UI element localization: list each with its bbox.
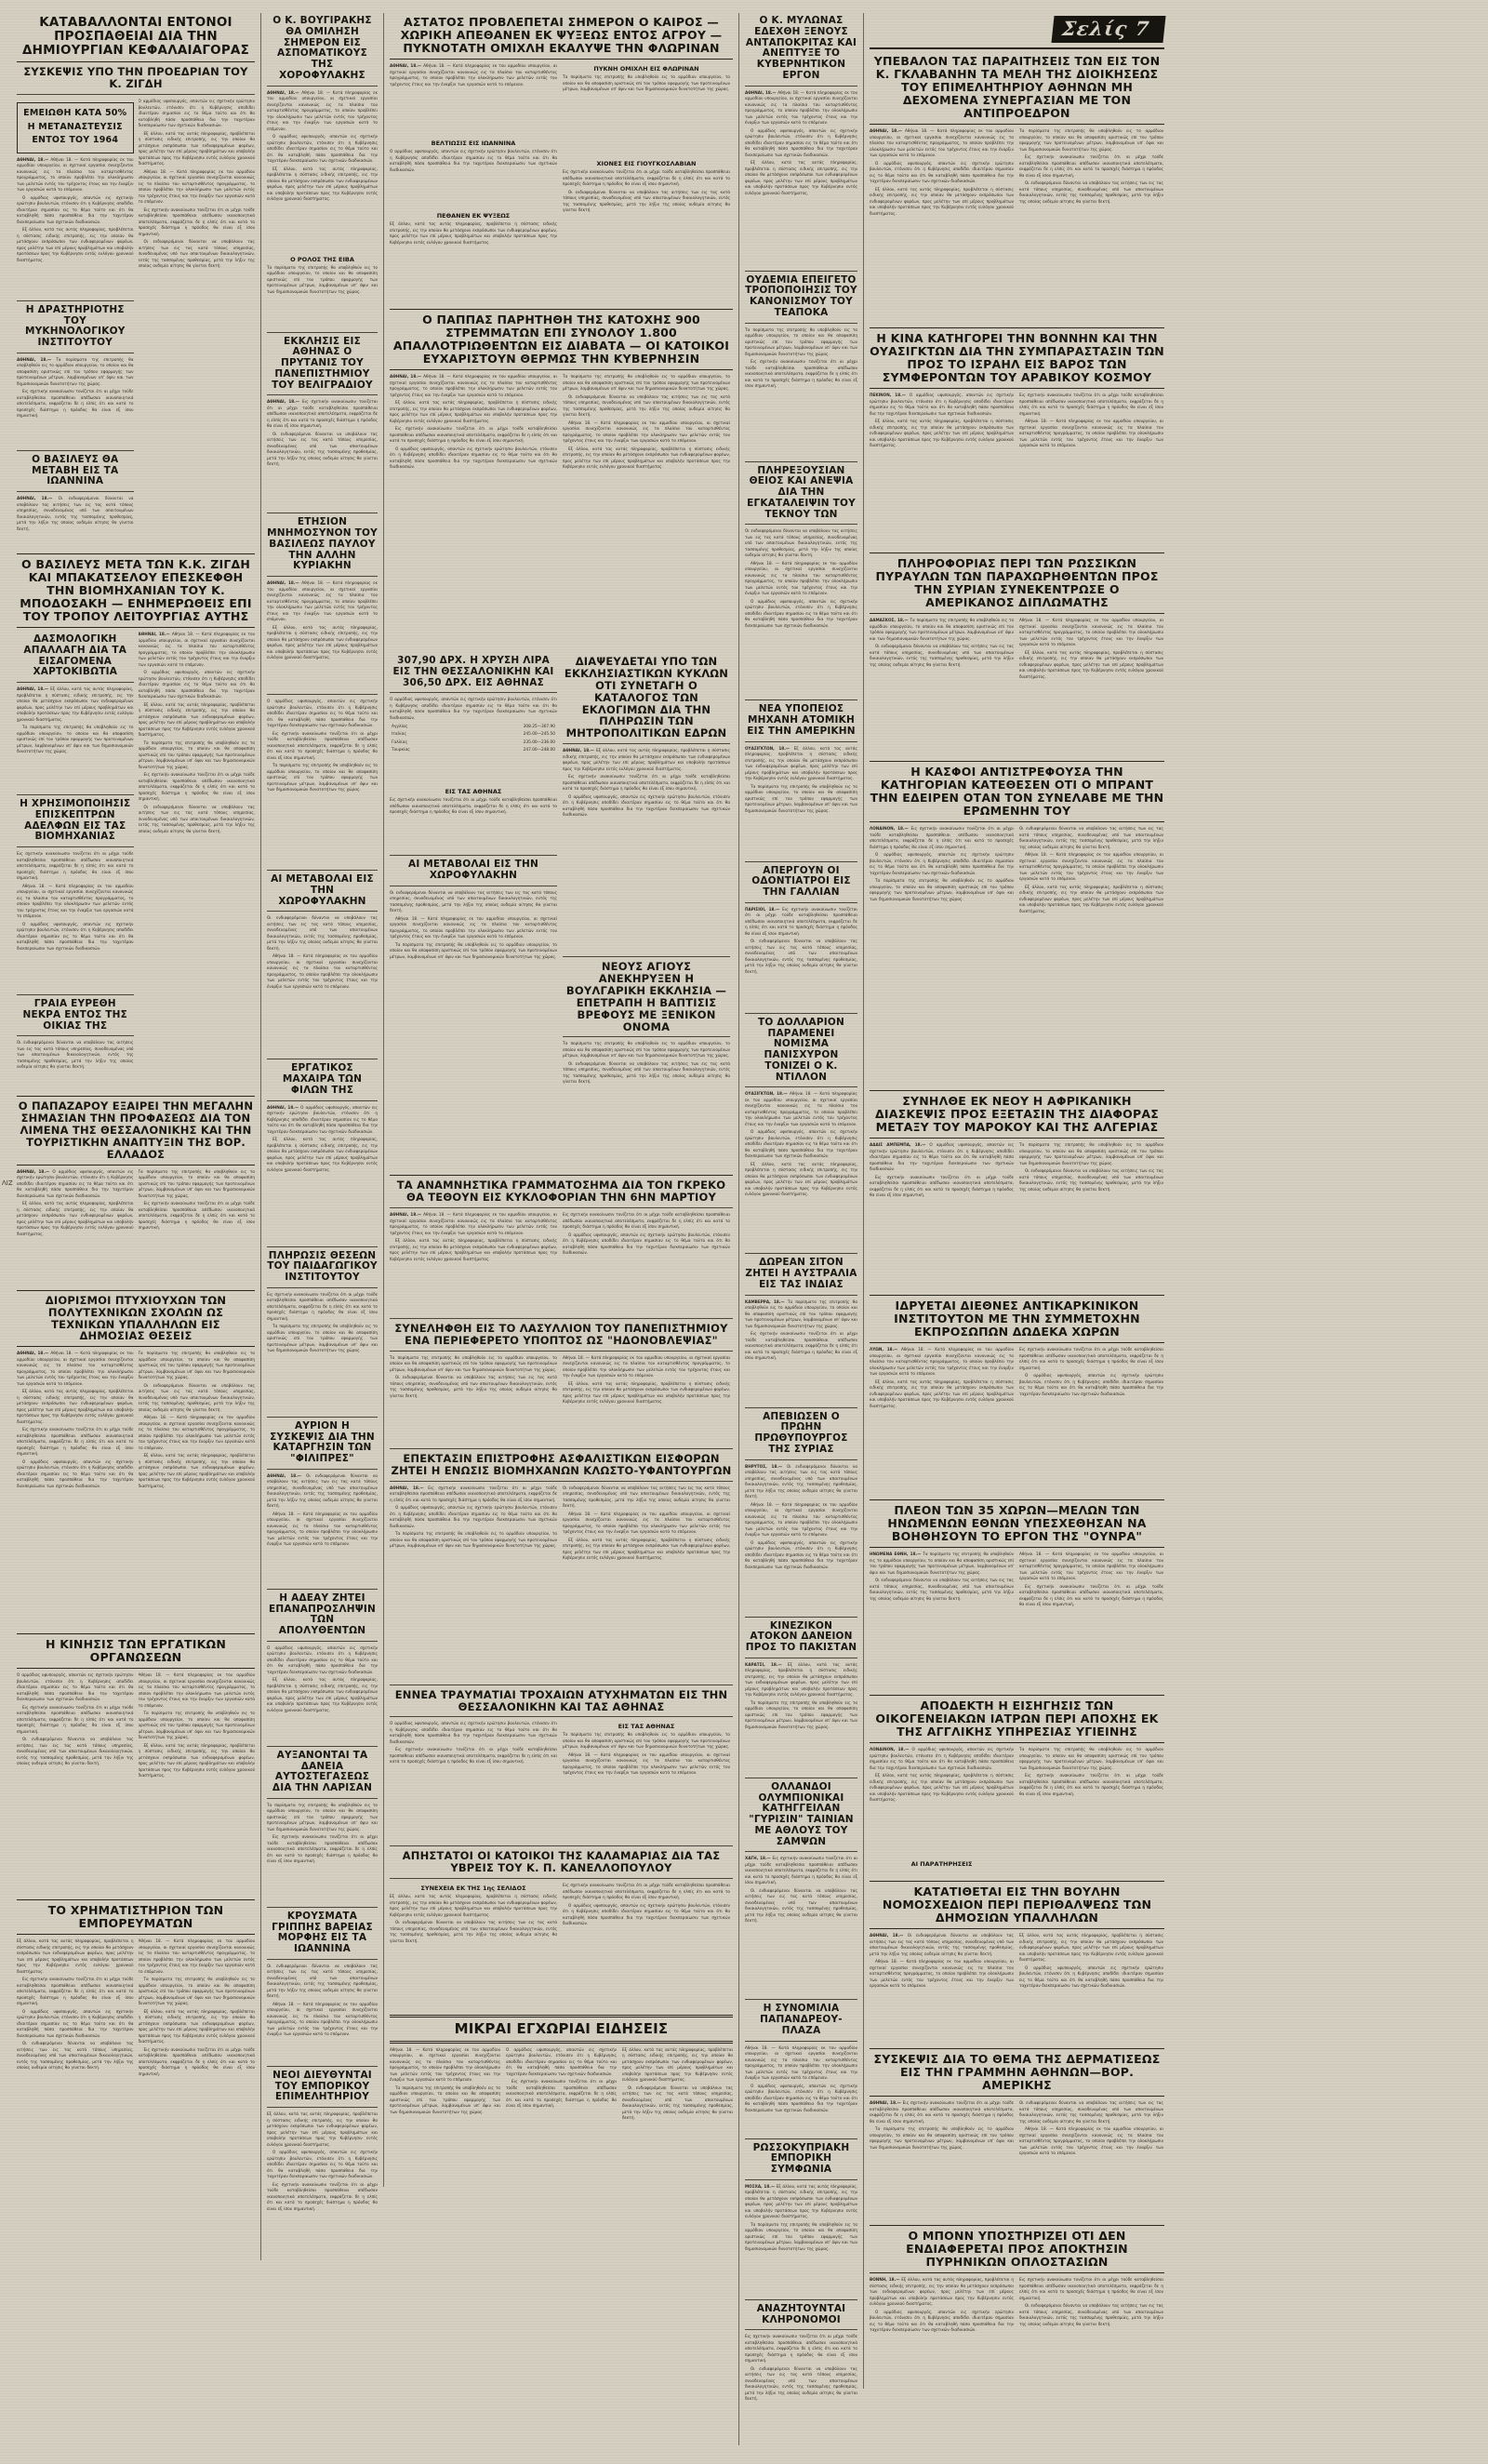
article-body: Αθήναι 18. — Κατά πληροφορίας εκ του αρμοδίου υπουργείου, αι σχετικαί εργασίαι συνεχίζονται κανονικώς εις τα πλαίσια του καταρτισθέντος προγράμματος, το οποίον προβλέπει την ολοκλήρωσιν των μελετών εντός του τρέχοντος έτους και την έναρξιν των εργασιών κατά το επόμενον. Εξ άλλου, κατά τας αυτάς πληροφορίας, προβλέπεται η σύστασις ειδικής επιτροπής, εις την οποίαν θα μετάσχουν εκπρόσωποι των ενδιαφερομένων φορέων, προς μελέτην των επί μέρους προβλημάτων και υποβολήν προτάσεων προς την Κυβέρνησιν εντός ευλόγου χρονικού διαστήματος. — [563, 1354, 730, 1405]
box-line-1: ΕΜΕΙΩΘΗ ΚΑΤΑ 50% — [23, 108, 127, 119]
article-body: Τα πορίσματα της επιτροπής θα υποβληθούν εις το αρμόδιον υπουργείον, το οποίον και θα αποφασίση οριστικώς επί του τρόπου εφαρμογής των προτεινομένων μέτρων, λαμβανομένων υπ' όψιν και των δημοσιονομικών δυνατοτήτων της χώρας. Οι ενδιαφερόμενοι δύνανται να υποβάλουν τας αιτήσεις των εις τας κατά τόπους υπηρεσίας, συνοδευομένας υπό των απαιτουμένων δικαιολογητικών, εντός της τασσομένης προθεσμίας, μετά την λήξιν της οποίας ουδεμία αίτησις θα γίνεται δεκτή. — [390, 1354, 557, 1398]
headline-kina-katigorei: Η ΚΙΝΑ ΚΑΤΗΓΟΡΕΙ ΤΗΝ ΒΟΝΝΗΝ ΚΑΙ ΤΗΝ ΟΥΑΣΙΓΚΤΩΝ ΔΙΑ ΤΗΝ ΣΥΜΠΑΡΑΣΤΑΣΙΝ ΤΩΝ ΠΡΟΣ ΤΟ ΙΣΡΑΗΛ ΕΙΣ ΒΑΡΟΣ ΤΩΝ ΣΥΜΦΕΡΟΝΤΩΝ ΤΟΥ ΑΡΑΒΙΚΟΥ ΚΟΣΜΟΥ — [870, 331, 1164, 384]
headline-mnimosynon-pavlou: ΕΤΗΣΙΟΝ ΜΝΗΜΟΣΥΝΟΝ ΤΟΥ ΒΑΣΙΛΕΩΣ ΠΑΥΛΟΥ ΤΗΝ ΑΛΛΗΝ ΚΥΡΙΑΚΗΝ — [267, 516, 378, 572]
article-body: ΠΑΡΙΣΙΟΙ, 18.— Εις σχετικήν ανακοίνωσιν τονίζεται ότι αι μέχρι τούδε καταβληθείσαι προσπάθειαι απέδωσαν ικανοποιητικά αποτελέσματα, εκφράζεται δε η ελπίς ότι και κατά το προσεχές διάστημα η πρόοδος θα είναι εξ ίσου σημαντική. Οι ενδιαφερόμενοι δύνανται να υποβάλουν τας αιτήσεις των εις τας κατά τόπους υπηρεσίας, συνοδευομένας υπό των απαιτουμένων δικαιολογητικών, εντός της τασσομένης προθεσμίας, μετά την λήξιν της οποίας ουδεμία αίτησις θα γίνεται δεκτή. — [745, 906, 857, 974]
article-body: Αθήναι 18. — Κατά πληροφορίας εκ του αρμοδίου υπουργείου, αι σχετικαί εργασίαι συνεχίζονται κανονικώς εις τα πλαίσια του καταρτισθέντος προγράμματος, το οποίον προβλέπει την ολοκλήρωσιν των μελετών εντός του τρέχοντος έτους και την έναρξιν των εργασιών κατά το επόμενον. Εις σχετικήν ανακοίνωσιν τονίζεται ότι αι μέχρι τούδε καταβληθείσαι προσπάθειαι απέδωσαν ικανοποιητικά αποτελέσματα, εκφράζεται δε η ελπίς ότι και κατά το προσεχές διάστημα η πρόοδος θα είναι εξ ίσου σημαντική. — [1019, 1552, 1163, 1606]
article-body: Τα πορίσματα της επιτροπής θα υποβληθούν εις το αρμόδιον υπουργείον, το οποίον και θα αποφασίση οριστικώς επί του τρόπου εφαρμογής των προτεινομένων μέτρων, λαμβανομένων υπ' όψιν και των δημοσιονομικών δυνατοτήτων της χώρας. Εις σχετικήν ανακοίνωσιν τονίζεται ότι αι μέχρι τούδε καταβληθείσαι προσπάθειαι απέδωσαν ικανοποιητικά αποτελέσματα, εκφράζεται δε η ελπίς ότι και κατά το προσεχές διάστημα η πρόοδος θα είναι εξ ίσου σημαντική. Οι ενδιαφερόμενοι δύνανται να υποβάλουν τας αιτήσεις των εις τας κατά τόπους υπηρεσίας, συνοδευομένας υπό των απαιτουμένων δικαιολογητικών, εντός της τασσομένης προθεσμίας, μετά την λήξιν της οποίας ουδεμία αίτησις θα γίνεται δεκτή. — [1019, 128, 1163, 204]
subhead-synecheia: ΣΥΝΕΧΕΙΑ ΕΚ ΤΗΣ 1ης ΣΕΛΙΔΟΣ — [420, 1885, 526, 1893]
article-body: Αθήναι 18. — Κατά πληροφορίας εκ του αρμοδίου υπουργείου, αι σχετικαί εργασίαι συνεχίζονται κανονικώς εις τα πλαίσια του καταρτισθέντος προγράμματος, το οποίον προβλέπει την ολοκλήρωσιν των μελετών εντός του τρέχοντος έτους και την έναρξιν των εργασιών κατά το επόμενον. Ο αρμόδιος υφυπουργός, απαντών εις σχετικήν ερώτησιν βουλευτών, ετόνισεν ότι η Κυβέρνησις αποδίδει ιδιαιτέραν σημασίαν εις το θέμα τούτο και ότι θα καταβληθή πάσα προσπάθεια δια την ταχυτέραν διεκπεραίωσιν των σχετικών διαδικασιών. — [745, 2044, 857, 2112]
headline-prytanis-veligradi: ΕΚΚΛΗΣΙΣ ΕΙΣ ΑΘΗΝΑΣ Ο ΠΡΥΤΑΝΙΣ ΤΟΥ ΠΑΝΕΠΙΣΤΗΜΙΟΥ ΤΟΥ ΒΕΛΙΓΡΑΔΙΟΥ — [272, 335, 373, 391]
article-body: ΑΘΗΝΑΙ, 18.— Εις σχετικήν ανακοίνωσιν τονίζεται ότι αι μέχρι τούδε καταβληθείσαι προσπάθειαι απέδωσαν ικανοποιητικά αποτελέσματα, εκφράζεται δε η ελπίς ότι και κατά το προσεχές διάστημα η πρόοδος θα είναι εξ ίσου σημαντική. Οι ενδιαφερόμενοι δύνανται να υποβάλουν τας αιτήσεις των εις τας κατά τόπους υπηρεσίας, συνοδευομένας υπό των απαιτουμένων δικαιολογητικών, εντός της τασσομένης προθεσμίας, μετά την λήξιν της οποίας ουδεμία αίτησις θα γίνεται δεκτή. — [267, 399, 378, 467]
article-body: Οι ενδιαφερόμενοι δύνανται να υποβάλουν τας αιτήσεις των εις τας κατά τόπους υπηρεσίας, συνοδευομένας υπό των απαιτουμένων δικαιολογητικών, εντός της τασσομένης προθεσμίας, μετά την λήξιν της οποίας ουδεμία αίτησις θα γίνεται δεκτή. Αθήναι 18. — Κατά πληροφορίας εκ του αρμοδίου υπουργείου, αι σχετικαί εργασίαι συνεχίζονται κανονικώς εις τα πλαίσια του καταρτισθέντος προγράμματος, το οποίον προβλέπει την ολοκλήρωσιν των μελετών εντός του τρέχοντος έτους και την έναρξιν των εργασιών κατά το επόμενον. Τα πορίσματα της επιτροπής θα υποβληθούν εις το αρμόδιον υπουργείον, το οποίον και θα αποφασίση οριστικώς επί του τρόπου εφαρμογής των προτεινομένων μέτρων, λαμβανομένων υπ' όψιν και των δημοσιονομικών δυνατοτήτων της χώρας. — [390, 889, 557, 959]
headline-metavolai-chorofylaki: ΑΙ ΜΕΤΑΒΟΛΑΙ ΕΙΣ ΤΗΝ ΧΩΡΟΦΥΛΑΚΗΝ — [271, 873, 374, 907]
article-body: Ο αρμόδιος υφυπουργός, απαντών εις σχετικήν ερώτησιν βουλευτών, ετόνισεν ότι η Κυβέρνησις αποδίδει ιδιαιτέραν σημασίαν εις το θέμα τούτο και ότι θα καταβληθή πάσα προσπάθεια δια την ταχυτέραν διεκπεραίωσιν των σχετικών διαδικασιών. Εξ άλλου, κατά τας αυτάς πληροφορίας, προβλέπεται η σύστασις ειδικής επιτροπής, εις την οποίαν θα μετάσχουν εκπρόσωποι των ενδιαφερομένων φορέων, προς μελέτην των επί μέρους προβλημάτων και υποβολήν προτάσεων προς την Κυβέρνησιν εντός ευλόγου χρονικού διαστήματος. — [267, 1645, 378, 1712]
market-body: Εξ άλλου, κατά τας αυτάς πληροφορίας, προβλέπεται η σύστασις ειδικής επιτροπής, εις την οποίαν θα μετάσχουν εκπρόσωποι των ενδιαφερομένων φορέων, προς μελέτην των επί μέρους προβλημάτων και υποβολήν προτάσεων προς την Κυβέρνησιν εντός ευλόγου χρονικού διαστήματος. Εις σχετικήν ανακοίνωσιν τονίζεται ότι αι μέχρι τούδε καταβληθείσαι προσπάθειαι απέδωσαν ικανοποιητικά αποτελέσματα, εκφράζεται δε η ελπίς ότι και κατά το προσεχές διάστημα η πρόοδος θα είναι εξ ίσου σημαντική. Ο αρμόδιος υφυπουργός, απαντών εις σχετικήν ερώτησιν βουλευτών, ετόνισεν ότι η Κυβέρνησις αποδίδει ιδιαιτέραν σημασίαν εις το θέμα τούτο και ότι θα καταβληθή πάσα προσπάθεια δια την ταχυτέραν διεκπεραίωσιν των σχετικών διαδικασιών. Οι ενδιαφερόμενοι δύνανται να υποβάλουν τας αιτήσεις των εις τας κατά τόπους υπηρεσίας, συνοδευομένας υπό των απαιτουμένων δικαιολογητικών, εντός της τασσομένης προθεσμίας, μετά την λήξιν της οποίας ουδεμία αίτησις θα γίνεται δεκτή. — [17, 1938, 134, 2071]
article-body: Τα πορίσματα της επιτροπής θα υποβληθούν εις το αρμόδιον υπουργείον, το οποίον και θα αποφασίση οριστικώς επί του τρόπου εφαρμογής των προτεινομένων μέτρων, λαμβανομένων υπ' όψιν και των δημοσιονομικών δυνατοτήτων της χώρας. Εις σχετικήν ανακοίνωσιν τονίζεται ότι αι μέχρι τούδε καταβληθείσαι προσπάθειαι απέδωσαν ικανοποιητικά αποτελέσματα, εκφράζεται δε η ελπίς ότι και κατά το προσεχές διάστημα η πρόοδος θα είναι εξ ίσου σημαντική. — [138, 1168, 255, 1231]
article-body: Τα πορίσματα της επιτροπής θα υποβληθούν εις το αρμόδιον υπουργείον, το οποίον και θα αποφασίση οριστικώς επί του τρόπου εφαρμογής των προτεινομένων μέτρων, λαμβανομένων υπ' όψιν και των δημοσιονομικών δυνατοτήτων της χώρας. Οι ενδιαφερόμενοι δύνανται να υποβάλουν τας αιτήσεις των εις τας κατά τόπους υπηρεσίας, συνοδευομένας υπό των απαιτουμένων δικαιολογητικών, εντός της τασσομένης προθεσμίας, μετά την λήξιν της οποίας ουδεμία αίτησις θα γίνεται δεκτή. — [1019, 1142, 1163, 1192]
article-body: Οι ενδιαφερόμενοι δύνανται να υποβάλουν τας αιτήσεις των εις τας κατά τόπους υπηρεσίας, συνοδευομένας υπό των απαιτουμένων δικαιολογητικών, εντός της τασσομένης προθεσμίας, μετά την λήξιν της οποίας ουδεμία αίτησις θα γίνεται δεκτή. Αθήναι 18. — Κατά πληροφορίας εκ του αρμοδίου υπουργείου, αι σχετικαί εργασίαι συνεχίζονται κανονικώς εις τα πλαίσια του καταρτισθέντος προγράμματος, το οποίον προβλέπει την ολοκλήρωσιν των μελετών εντός του τρέχοντος έτους και την έναρξιν των εργασιών κατά το επόμενον. — [1019, 2100, 1163, 2155]
headline-vasileus-bodosakis: Ο ΒΑΣΙΛΕΥΣ ΜΕΤΑ ΤΩΝ Κ.Κ. ΖΙΓΔΗ ΚΑΙ ΜΠΑΚΑΤΣΕΛΟΥ ΕΠΕΣΚΕΦΘΗ ΤΗΝ ΒΙΟΜΗΧΑΝΙΑΝ ΤΟΥ Κ. ΜΠΟΔΟΣΑΚΗ — ΕΝΗΜΕΡΩΘΕΙΣ ΕΠΙ ΤΟΥ ΤΡΟΠΟΥ ΛΕΙΤΟΥΡΓΙΑΣ ΑΥΤΗΣ — [20, 557, 252, 624]
article-body: Ο αρμόδιος υφυπουργός, απαντών εις σχετικήν ερώτησιν βουλευτών, ετόνισεν ότι η Κυβέρνησις αποδίδει ιδιαιτέραν σημασίαν εις το θέμα τούτο και ότι θα καταβληθή πάσα προσπάθεια δια την ταχυτέραν διεκπεραίωσιν των σχετικών διαδικασιών. — [390, 149, 557, 172]
brief-body: Ο αρμόδιος υφυπουργός, απαντών εις σχετικήν ερώτησιν βουλευτών, ετόνισεν ότι η Κυβέρνησις αποδίδει ιδιαιτέραν σημασίαν εις το θέμα τούτο και ότι θα καταβληθή πάσα προσπάθεια δια την ταχυτέραν διεκπεραίωσιν των σχετικών διαδικασιών. Εις σχετικήν ανακοίνωσιν τονίζεται ότι αι μέχρι τούδε καταβληθείσαι προσπάθειαι απέδωσαν ικανοποιητικά αποτελέσματα, εκφράζεται δε η ελπίς ότι και κατά το προσεχές διάστημα η πρόοδος θα είναι εξ ίσου σημαντική. — [506, 2046, 617, 2109]
article-body: Οι ενδιαφερόμενοι δύνανται να υποβάλουν τας αιτήσεις των εις τας κατά τόπους υπηρεσίας, συνοδευομένας υπό των απαιτουμένων δικαιολογητικών, εντός της τασσομένης προθεσμίας, μετά την λήξιν της οποίας ουδεμία αίτησις θα γίνεται δεκτή. Αθήναι 18. — Κατά πληροφορίας εκ του αρμοδίου υπουργείου, αι σχετικαί εργασίαι συνεχίζονται κανονικώς εις τα πλαίσια του καταρτισθέντος προγράμματος, το οποίον προβλέπει την ολοκλήρωσιν των μελετών εντός του τρέχοντος έτους και την έναρξιν των εργασιών κατά το επόμενον. Ο αρμόδιος υφυπουργός, απαντών εις σχετικήν ερώτησιν βουλευτών, ετόνισεν ότι η Κυβέρνησις αποδίδει ιδιαιτέραν σημασίαν εις το θέμα τούτο και ότι θα καταβληθή πάσα προσπάθεια δια την ταχυτέραν διεκπεραίωσιν των σχετικών διαδικασιών. — [745, 528, 857, 628]
article-body: Οι ενδιαφερόμενοι δύνανται να υποβάλουν τας αιτήσεις των εις τας κατά τόπους υπηρεσίας, συνοδευομένας υπό των απαιτουμένων δικαιολογητικών, εντός της τασσομένης προθεσμίας, μετά την λήξιν της οποίας ουδεμία αίτησις θα γίνεται δεκτή. Αθήναι 18. — Κατά πληροφορίας εκ του αρμοδίου υπουργείου, αι σχετικαί εργασίαι συνεχίζονται κανονικώς εις τα πλαίσια του καταρτισθέντος προγράμματος, το οποίον προβλέπει την ολοκλήρωσιν των μελετών εντός του τρέχοντος έτους και την έναρξιν των εργασιών κατά το επόμενον. Εξ άλλου, κατά τας αυτάς πληροφορίας, προβλέπεται η σύστασις ειδικής επιτροπής, εις την οποίαν θα μετάσχουν εκπρόσωποι των ενδιαφερομένων φορέων, προς μελέτην των επί μέρους προβλημάτων και υποβολήν προτάσεων προς την Κυβέρνησιν εντός ευλόγου χρονικού διαστήματος. — [563, 1485, 730, 1561]
article-body: ΑΘΗΝΑΙ, 18.— Ο αρμόδιος υφυπουργός, απαντών εις σχετικήν ερώτησιν βουλευτών, ετόνισεν ότι η Κυβέρνησις αποδίδει ιδιαιτέραν σημασίαν εις το θέμα τούτο και ότι θα καταβληθή πάσα προσπάθεια δια την ταχυτέραν διεκπεραίωσιν των σχετικών διαδικασιών. Εξ άλλου, κατά τας αυτάς πληροφορίας, προβλέπεται η σύστασις ειδικής επιτροπής, εις την οποίαν θα μετάσχουν εκπρόσωποι των ενδιαφερομένων φορέων, προς μελέτην των επί μέρους προβλημάτων και υποβολήν προτάσεων προς την Κυβέρνησιν εντός ευλόγου χρονικού διαστήματος. — [17, 1168, 134, 1236]
article-body: ΜΟΣΧΑ, 18.— Εξ άλλου, κατά τας αυτάς πληροφορίας, προβλέπεται η σύστασις ειδικής επιτροπής, εις την οποίαν θα μετάσχουν εκπρόσωποι των ενδιαφερομένων φορέων, προς μελέτην των επί μέρους προβλημάτων και υποβολήν προτάσεων προς την Κυβέρνησιν εντός ευλόγου χρονικού διαστήματος. Τα πορίσματα της επιτροπής θα υποβληθούν εις το αρμόδιον υπουργείον, το οποίον και θα αποφασίση οριστικώς επί του τρόπου εφαρμογής των προτεινομένων μέτρων, λαμβανομένων υπ' όψιν και των δημοσιονομικών δυνατοτήτων της χώρας. — [745, 2183, 857, 2251]
headline-grammi-athinon-amerikis: ΣΥΣΚΕΨΙΣ ΔΙΑ ΤΟ ΘΕΜΑ ΤΗΣ ΔΕΡΜΑΤΙΣΕΩΣ ΕΙΣ ΤΗΝ ΓΡΑΜΜΗΝ ΑΘΗΝΩΝ—ΒΟΡ. ΑΜΕΡΙΚΗΣ — [873, 2052, 1161, 2092]
headline-daneia-larisa: ΑΥΞΑΝΟΝΤΑΙ ΤΑ ΔΑΝΕΙΑ ΑΥΤΟΣΤΕΓΑΣΕΩΣ ΔΙΑ ΤΗΝ ΛΑΡΙΣΑΝ — [272, 1749, 373, 1793]
article-body: Εξ άλλου, κατά τας αυτάς πληροφορίας, προβλέπεται η σύστασις ειδικής επιτροπής, εις την οποίαν θα μετάσχουν εκπρόσωποι των ενδιαφερομένων φορέων, προς μελέτην των επί μέρους προβλημάτων και υποβολήν προτάσεων προς την Κυβέρνησιν εντός ευλόγου χρονικού διαστήματος. Οι ενδιαφερόμενοι δύνανται να υποβάλουν τας αιτήσεις των εις τας κατά τόπους υπηρεσίας, συνοδευομένας υπό των απαιτουμένων δικαιολογητικών, εντός της τασσομένης προθεσμίας, μετά την λήξιν της οποίας ουδεμία αίτησις θα γίνεται δεκτή. — [390, 1894, 557, 1943]
column-1 — [11, 13, 260, 2218]
headline-chrysi-lira: 307,90 ΔΡΧ. Η ΧΡΥΣΗ ΛΙΡΑ ΕΙΣ ΤΗΝ ΘΕΣΣΑΛΟΝΙΚΗΝ ΚΑΙ 306,50 ΔΡΧ. ΕΙΣ ΑΘΗΝΑΣ — [392, 655, 554, 688]
article-body: Εξ άλλου, κατά τας αυτάς πληροφορίας, προβλέπεται η σύστασις ειδικής επιτροπής, εις την οποίαν θα μετάσχουν εκπρόσωποι των ενδιαφερομένων φορέων, προς μελέτην των επί μέρους προβλημάτων και υποβολήν προτάσεων προς την Κυβέρνησιν εντός ευλόγου χρονικού διαστήματος. Ο αρμόδιος υφυπουργός, απαντών εις σχετικήν ερώτησιν βουλευτών, ετόνισεν ότι η Κυβέρνησις αποδίδει ιδιαιτέραν σημασίαν εις το θέμα τούτο και ότι θα καταβληθή πάσα προσπάθεια δια την ταχυτέραν διεκπεραίωσιν των σχετικών διαδικασιών. — [1019, 1933, 1163, 1988]
article-body: Ο αρμόδιος υφυπουργός, απαντών εις σχετικήν ερώτησιν βουλευτών, ετόνισεν ότι η Κυβέρνησις αποδίδει ιδιαιτέραν σημασίαν εις το θέμα τούτο και ότι θα καταβληθή πάσα προσπάθεια δια την ταχυτέραν διεκπεραίωσιν των σχετικών διαδικασιών. Εις σχετικήν ανακοίνωσιν τονίζεται ότι αι μέχρι τούδε καταβληθείσαι προσπάθειαι απέδωσαν ικανοποιητικά αποτελέσματα, εκφράζεται δε η ελπίς ότι και κατά το προσεχές διάστημα η πρόοδος θα είναι εξ ίσου σημαντική. Τα πορίσματα της επιτροπής θα υποβληθούν εις το αρμόδιον υπουργείον, το οποίον και θα αποφασίση οριστικώς επί του τρόπου εφαρμογής των προτεινομένων μέτρων, λαμβανομένων υπ' όψιν και των δημοσιονομικών δυνατοτήτων της χώρας. — [267, 699, 378, 792]
article-body: ΑΘΗΝΑΙ, 18.— Αθήναι 18. — Κατά πληροφορίας εκ του αρμοδίου υπουργείου, αι σχετικαί εργασίαι συνεχίζονται κανονικώς εις τα πλαίσια του καταρτισθέντος προγράμματος, το οποίον προβλέπει την ολοκλήρωσιν των μελετών εντός του τρέχοντος έτους και την έναρξιν των εργασιών κατά το επόμενον. Ο αρμόδιος υφυπουργός, απαντών εις σχετικήν ερώτησιν βουλευτών, ετόνισεν ότι η Κυβέρνησις αποδίδει ιδιαιτέραν σημασίαν εις το θέμα τούτο και ότι θα καταβληθή πάσα προσπάθεια δια την ταχυτέραν διεκπεραίωσιν των σχετικών διαδικασιών. Εξ άλλου, κατά τας αυτάς πληροφορίας, προβλέπεται η σύστασις ειδικής επιτροπής, εις την οποίαν θα μετάσχουν εκπρόσωποι των ενδιαφερομένων φορέων, προς μελέτην των επί μέρους προβλημάτων και υποβολήν προτάσεων προς την Κυβέρνησιν εντός ευλόγου χρονικού διαστήματος. — [267, 89, 378, 201]
headline-oikogeneiakoi-iatroi: ΑΠΟΔΕΚΤΗ Η ΕΙΣΗΓΗΣΙΣ ΤΩΝ ΟΙΚΟΓΕΝΕΙΑΚΩΝ ΙΑΤΡΩΝ ΠΕΡΙ ΑΠΟΧΗΣ ΕΚ ΤΗΣ ΑΓΓΛΙΚΗΣ ΥΠΗΡΕΣΙΑΣ ΥΓΙΕΙΝΗΣ — [875, 1698, 1159, 1738]
headline-pappas-stremmata: Ο ΠΑΠΠΑΣ ΠΑΡΗΤΗΘΗ ΤΗΣ ΚΑΤΟΧΗΣ 900 ΣΤΡΕΜΜΑΤΩΝ ΕΠΙ ΣΥΝΟΛΟΥ 1.800 ΑΠΑΛΛΟΤΡΙΩΘΕΝΤΩΝ ΕΙΣ ΔΙΑΒΑΤΑ — ΟΙ ΚΑΤΟΙΚΟΙ ΕΥΧΑΡΙΣΤΟΥΝ ΘΕΡΜΩΣ ΤΗΝ ΚΥΒΕΡΝΗΣΙΝ — [392, 313, 730, 366]
gold-prices-table: Αγγλίας 308.25—307.90 Ιταλίας 245.00—245.50 Γαλλίας 235.00—236.00 Τουρκίας 247.00—248.00 — [392, 725, 555, 753]
article-body: Αθήναι 18. — Κατά πληροφορίας εκ του αρμοδίου υπουργείου, αι σχετικαί εργασίαι συνεχίζονται κανονικώς εις τα πλαίσια του καταρτισθέντος προγράμματος, το οποίον προβλέπει την ολοκλήρωσιν των μελετών εντός του τρέχοντος έτους και την έναρξιν των εργασιών κατά το επόμενον. Εξ άλλου, κατά τας αυτάς πληροφορίας, προβλέπεται η σύστασις ειδικής επιτροπής, εις την οποίαν θα μετάσχουν εκπρόσωποι των ενδιαφερομένων φορέων, προς μελέτην των επί μέρους προβλημάτων και υποβολήν προτάσεων προς την Κυβέρνησιν εντός ευλόγου χρονικού διαστήματος. — [1019, 618, 1163, 679]
article-body: Τα πορίσματα της επιτροπής θα υποβληθούν εις το αρμόδιον υπουργείον, το οποίον και θα αποφασίση οριστικώς επί του τρόπου εφαρμογής των προτεινομένων μέτρων, λαμβανομένων υπ' όψιν και των δημοσιονομικών δυνατοτήτων της χώρας. Αθήναι 18. — Κατά πληροφορίας εκ του αρμοδίου υπουργείου, αι σχετικαί εργασίαι συνεχίζονται κανονικώς εις τα πλαίσια του καταρτισθέντος προγράμματος, το οποίον προβλέπει την ολοκλήρωσιν των μελετών εντός του τρέχοντος έτους και την έναρξιν των εργασιών κατά το επόμενον. — [563, 1732, 730, 1776]
article-body: Εις σχετικήν ανακοίνωσιν τονίζεται ότι αι μέχρι τούδε καταβληθείσαι προσπάθειαι απέδωσαν ικανοποιητικά αποτελέσματα, εκφράζεται δε η ελπίς ότι και κατά το προσεχές διάστημα η πρόοδος θα είναι εξ ίσου σημαντική. Ο αρμόδιος υφυπουργός, απαντών εις σχετικήν ερώτησιν βουλευτών, ετόνισεν ότι η Κυβέρνησις αποδίδει ιδιαιτέραν σημασίαν εις το θέμα τούτο και ότι θα καταβληθή πάσα προσπάθεια δια την ταχυτέραν διεκπεραίωσιν των σχετικών διαδικασιών. — [1019, 1347, 1163, 1396]
article-body: Εξ άλλου, κατά τας αυτάς πληροφορίας, προβλέπεται η σύστασις ειδικής επιτροπής, εις την οποίαν θα μετάσχουν εκπρόσωποι των ενδιαφερομένων φορέων, προς μελέτην των επί μέρους προβλημάτων και υποβολήν προτάσεων προς την Κυβέρνησιν εντός ευλόγου χρονικού διαστήματος. Ο αρμόδιος υφυπουργός, απαντών εις σχετικήν ερώτησιν βουλευτών, ετόνισεν ότι η Κυβέρνησις αποδίδει ιδιαιτέραν σημασίαν εις το θέμα τούτο και ότι θα καταβληθή πάσα προσπάθεια δια την ταχυτέραν διεκπεραίωσιν των σχετικών διαδικασιών. Εις σχετικήν ανακοίνωσιν τονίζεται ότι αι μέχρι τούδε καταβληθείσαι προσπάθειαι απέδωσαν ικανοποιητικά αποτελέσματα, εκφράζεται δε η ελπίς ότι και κατά το προσεχές διάστημα η πρόοδος θα είναι εξ ίσου σημαντική. — [267, 2111, 378, 2211]
headline-idonovlepsias: ΣΥΝΕΛΗΦΘΗ ΕΙΣ ΤΟ ΛΑΣΥΛΛΙΟΝ ΤΟΥ ΠΑΝΕΠΙΣΤΗΜΙΟΥ ΕΝΑ ΠΕΡΙΕΦΕΡΕΤΟ ΥΠΟΠΤΟΣ ΩΣ "ΗΔΟΝΟΒΛΕΨΙΑΣ" — [394, 1322, 728, 1347]
article-body: ΛΟΝΔΙΝΟΝ, 18.— Ο αρμόδιος υφυπουργός, απαντών εις σχετικήν ερώτησιν βουλευτών, ετόνισεν ότι η Κυβέρνησις αποδίδει ιδιαιτέραν σημασίαν εις το θέμα τούτο και ότι θα καταβληθή πάσα προσπάθεια δια την ταχυτέραν διεκπεραίωσιν των σχετικών διαδικασιών. Εξ άλλου, κατά τας αυτάς πληροφορίας, προβλέπεται η σύστασις ειδικής επιτροπής, εις την οποίαν θα μετάσχουν εκπρόσωποι των ενδιαφερομένων φορέων, προς μελέτην των επί μέρους προβλημάτων και υποβολήν προτάσεων προς την Κυβέρνησιν εντός ευλόγου χρονικού διαστήματος. — [870, 1747, 1014, 1802]
headline-rossokypriaki-symfonia: ΡΩΣΣΟΚΥΠΡΙΑΚΗ ΕΜΠΟΡΙΚΗ ΣΥΜΦΩΝΙΑ — [752, 2141, 850, 2175]
article-body: ΑΘΗΝΑΙ, 18.— Εις σχετικήν ανακοίνωσιν τονίζεται ότι αι μέχρι τούδε καταβληθείσαι προσπάθειαι απέδωσαν ικανοποιητικά αποτελέσματα, εκφράζεται δε η ελπίς ότι και κατά το προσεχές διάστημα η πρόοδος θα είναι εξ ίσου σημαντική. Τα πορίσματα της επιτροπής θα υποβληθούν εις το αρμόδιον υπουργείον, το οποίον και θα αποφασίση οριστικώς επί του τρόπου εφαρμογής των προτεινομένων μέτρων, λαμβανομένων υπ' όψιν και των δημοσιονομικών δυνατοτήτων της χώρας. — [870, 2100, 1014, 2150]
article-body: Εις σχετικήν ανακοίνωσιν τονίζεται ότι αι μέχρι τούδε καταβληθείσαι προσπάθειαι απέδωσαν ικανοποιητικά αποτελέσματα, εκφράζεται δε η ελπίς ότι και κατά το προσεχές διάστημα η πρόοδος θα είναι εξ ίσου σημαντική. Αθήναι 18. — Κατά πληροφορίας εκ του αρμοδίου υπουργείου, αι σχετικαί εργασίαι συνεχίζονται κανονικώς εις τα πλαίσια του καταρτισθέντος προγράμματος, το οποίον προβλέπει την ολοκλήρωσιν των μελετών εντός του τρέχοντος έτους και την έναρξιν των εργασιών κατά το επόμενον. — [1019, 393, 1163, 447]
article-body: ΟΥΑΣΙΓΚΤΩΝ, 18.— Αθήναι 18. — Κατά πληροφορίας εκ του αρμοδίου υπουργείου, αι σχετικαί εργασίαι συνεχίζονται κανονικώς εις τα πλαίσια του καταρτισθέντος προγράμματος, το οποίον προβλέπει την ολοκλήρωσιν των μελετών εντός του τρέχοντος έτους και την έναρξιν των εργασιών κατά το επόμενον. Ο αρμόδιος υφυπουργός, απαντών εις σχετικήν ερώτησιν βουλευτών, ετόνισεν ότι η Κυβέρνησις αποδίδει ιδιαιτέραν σημασίαν εις το θέμα τούτο και ότι θα καταβληθή πάσα προσπάθεια δια την ταχυτέραν διεκπεραίωσιν των σχετικών διαδικασιών. Εξ άλλου, κατά τας αυτάς πληροφορίας, προβλέπεται η σύστασις ειδικής επιτροπής, εις την οποίαν θα μετάσχουν εκπρόσωποι των ενδιαφερομένων φορέων, προς μελέτην των επί μέρους προβλημάτων και υποβολήν προτάσεων προς την Κυβέρνησιν εντός ευλόγου χρονικού διαστήματος. — [745, 1091, 857, 1197]
headline-ergatikos-machaira: ΕΡΓΑΤΙΚΟΣ ΜΑΧΑΙΡΑ ΤΩΝ ΦΙΛΩΝ ΤΗΣ — [282, 1062, 363, 1096]
article-body: ΑΘΗΝΑΙ, 18.— Αθήναι 18. — Κατά πληροφορίας εκ του αρμοδίου υπουργείου, αι σχετικαί εργασίαι συνεχίζονται κανονικώς εις τα πλαίσια του καταρτισθέντος προγράμματος, το οποίον προβλέπει την ολοκλήρωσιν των μελετών εντός του τρέχοντος έτους και την έναρξιν των εργασιών κατά το επόμενον. Ο αρμόδιος υφυπουργός, απαντών εις σχετικήν ερώτησιν βουλευτών, ετόνισεν ότι η Κυβέρνησις αποδίδει ιδιαιτέραν σημασίαν εις το θέμα τούτο και ότι θα καταβληθή πάσα προσπάθεια δια την ταχυτέραν διεκπεραίωσιν των σχετικών διαδικασιών. Εξ άλλου, κατά τας αυτάς πληροφορίας, προβλέπεται η σύστασις ειδικής επιτροπής, εις την οποίαν θα μετάσχουν εκπρόσωποι των ενδιαφερομένων φορέων, προς μελέτην των επί μέρους προβλημάτων και υποβολήν προτάσεων προς την Κυβέρνησιν εντός ευλόγου χρονικού διαστήματος. — [870, 128, 1014, 216]
subhead-vitiosis: ΒΕΛΤΙΩΣΙΣ ΕΙΣ ΙΩΑΝΝΙΝΑ — [431, 140, 516, 147]
article-body: Τα πορίσματα της επιτροπής θα υποβληθούν εις το αρμόδιον υπουργείον, το οποίον και θα αποφασίση οριστικώς επί του τρόπου εφαρμογής των προτεινομένων μέτρων, λαμβανομένων υπ' όψιν και των δημοσιονομικών δυνατοτήτων της χώρας. — [563, 74, 730, 91]
headline-adeay: Η ΑΔΕΑΥ ΖΗΤΕΙ ΕΠΑΝΑΠΡΟΣΛΗΨΙΝ ΤΩΝ ΑΠΟΛΥΘΕΝΤΩΝ — [269, 1592, 376, 1636]
headline-mykinologikon: Η ΔΡΑΣΤΗΡΙΟΤΗΣ ΤΟΥ ΜΥΚΗΝΟΛΟΓΙΚΟΥ ΙΝΣΤΙΤΟΥΤΟΥ — [24, 303, 126, 349]
subhead-syskepsis: ΣΥΣΚΕΨΙΣ ΥΠΟ ΤΗΝ ΠΡΟΕΔΡΙΑΝ ΤΟΥ Κ. ΖΙΓΔΗ — [23, 65, 248, 91]
brief-body: Αθήναι 18. — Κατά πληροφορίας εκ του αρμοδίου υπουργείου, αι σχετικαί εργασίαι συνεχίζονται κανονικώς εις τα πλαίσια του καταρτισθέντος προγράμματος, το οποίον προβλέπει την ολοκλήρωσιν των μελετών εντός του τρέχοντος έτους και την έναρξιν των εργασιών κατά το επόμενον. Τα πορίσματα της επιτροπής θα υποβληθούν εις το αρμόδιον υπουργείον, το οποίον και θα αποφασίση οριστικώς επί του τρόπου εφαρμογής των προτεινομένων μέτρων, λαμβανομένων υπ' όψιν και των δημοσιονομικών δυνατοτήτων της χώρας. — [390, 2046, 500, 2114]
article-body: ΑΘΗΝΑΙ, 18.— Αθήναι 18. — Κατά πληροφορίας εκ του αρμοδίου υπουργείου, αι σχετικαί εργασίαι συνεχίζονται κανονικώς εις τα πλαίσια του καταρτισθέντος προγράμματος, το οποίον προβλέπει την ολοκλήρωσιν των μελετών εντός του τρέχοντος έτους και την έναρξιν των εργασιών κατά το επόμενον. Ο αρμόδιος υφυπουργός, απαντών εις σχετικήν ερώτησιν βουλευτών, ετόνισεν ότι η Κυβέρνησις αποδίδει ιδιαιτέραν σημασίαν εις το θέμα τούτο και ότι θα καταβληθή πάσα προσπάθεια δια την ταχυτέραν διεκπεραίωσιν των σχετικών διαδικασιών. Εξ άλλου, κατά τας αυτάς πληροφορίας, προβλέπεται η σύστασις ειδικής επιτροπής, εις την οποίαν θα μετάσχουν εκπρόσωποι των ενδιαφερομένων φορέων, προς μελέτην των επί μέρους προβλημάτων και υποβολήν προτάσεων προς την Κυβέρνησιν εντός ευλόγου χρονικού διαστήματος. — [17, 156, 134, 262]
box-line-2: Η ΜΕΤΑΝΑΣΤΕΥΣΙΣ — [27, 121, 123, 132]
article-body: ΛΟΝΔΙΝΟΝ, 18.— Εις σχετικήν ανακοίνωσιν τονίζεται ότι αι μέχρι τούδε καταβληθείσαι προσπάθειαι απέδωσαν ικανοποιητικά αποτελέσματα, εκφράζεται δε η ελπίς ότι και κατά το προσεχές διάστημα η πρόοδος θα είναι εξ ίσου σημαντική. Ο αρμόδιος υφυπουργός, απαντών εις σχετικήν ερώτησιν βουλευτών, ετόνισεν ότι η Κυβέρνησις αποδίδει ιδιαιτέραν σημασίαν εις το θέμα τούτο και ότι θα καταβληθή πάσα προσπάθεια δια την ταχυτέραν διεκπεραίωσιν των σχετικών διαδικασιών. Τα πορίσματα της επιτροπής θα υποβληθούν εις το αρμόδιον υπουργείον, το οποίον και θα αποφασίση οριστικώς επί του τρόπου εφαρμογής των προτεινομένων μέτρων, λαμβανομένων υπ' όψιν και των δημοσιονομικών δυνατοτήτων της χώρας. — [870, 826, 1014, 901]
article-body: ΠΕΚΙΝΟΝ, 18.— Ο αρμόδιος υφυπουργός, απαντών εις σχετικήν ερώτησιν βουλευτών, ετόνισεν ότι η Κυβέρνησις αποδίδει ιδιαιτέραν σημασίαν εις το θέμα τούτο και ότι θα καταβληθή πάσα προσπάθεια δια την ταχυτέραν διεκπεραίωσιν των σχετικών διαδικασιών. Εξ άλλου, κατά τας αυτάς πληροφορίας, προβλέπεται η σύστασις ειδικής επιτροπής, εις την οποίαν θα μετάσχουν εκπρόσωποι των ενδιαφερομένων φορέων, προς μελέτην των επί μέρους προβλημάτων και υποβολήν προτάσεων προς την Κυβέρνησιν εντός ευλόγου χρονικού διαστήματος. — [870, 393, 1014, 447]
article-body: ΑΘΗΝΑΙ, 18.— Οι ενδιαφερόμενοι δύνανται να υποβάλουν τας αιτήσεις των εις τας κατά τόπους υπηρεσίας, συνοδευομένας υπό των απαιτουμένων δικαιολογητικών, εντός της τασσομένης προθεσμίας, μετά την λήξιν της οποίας ουδεμία αίτησις θα γίνεται δεκτή. Αθήναι 18. — Κατά πληροφορίας εκ του αρμοδίου υπουργείου, αι σχετικαί εργασίαι συνεχίζονται κανονικώς εις τα πλαίσια του καταρτισθέντος προγράμματος, το οποίον προβλέπει την ολοκλήρωσιν των μελετών εντός του τρέχοντος έτους και την έναρξιν των εργασιών κατά το επόμενον. — [267, 1472, 378, 1547]
headline-mikrai-eidiseis: ΜΙΚΡΑΙ ΕΓΧΩΡΙΑΙ ΕΙΔΗΣΕΙΣ — [454, 2020, 669, 2038]
subhead-chiones: ΧΙΟΝΕΣ ΕΙΣ ΓΙΟΥΓΚΟΣΛΑΒΙΑΝ — [596, 160, 697, 167]
article-body: ΑΘΗΝΑΙ, 18.— Εξ άλλου, κατά τας αυτάς πληροφορίας, προβλέπεται η σύστασις ειδικής επιτροπής, εις την οποίαν θα μετάσχουν εκπρόσωποι των ενδιαφερομένων φορέων, προς μελέτην των επί μέρους προβλημάτων και υποβολήν προτάσεων προς την Κυβέρνησιν εντός ευλόγου χρονικού διαστήματος. Τα πορίσματα της επιτροπής θα υποβληθούν εις το αρμόδιον υπουργείον, το οποίον και θα αποφασίση οριστικώς επί του τρόπου εφαρμογής των προτεινομένων μέτρων, λαμβανομένων υπ' όψιν και των δημοσιονομικών δυνατοτήτων της χώρας. — [17, 686, 134, 754]
headline-plirosis-theseon: ΠΛΗΡΩΣΙΣ ΘΕΣΕΩΝ ΤΟΥ ΠΑΙΔΑΓΩΓΙΚΟΥ ΙΝΣΤΙΤΟΥΤΟΥ — [267, 1249, 378, 1283]
article-body: Εις σχετικήν ανακοίνωσιν τονίζεται ότι αι μέχρι τούδε καταβληθείσαι προσπάθειαι απέδωσαν ικανοποιητικά αποτελέσματα, εκφράζεται δε η ελπίς ότι και κατά το προσεχές διάστημα η πρόοδος θα είναι εξ ίσου σημαντική. — [390, 797, 557, 815]
article-body: ΑΘΗΝΑΙ, 18.— Εις σχετικήν ανακοίνωσιν τονίζεται ότι αι μέχρι τούδε καταβληθείσαι προσπάθειαι απέδωσαν ικανοποιητικά αποτελέσματα, εκφράζεται δε η ελπίς ότι και κατά το προσεχές διάστημα η πρόοδος θα είναι εξ ίσου σημαντική. Ο αρμόδιος υφυπουργός, απαντών εις σχετικήν ερώτησιν βουλευτών, ετόνισεν ότι η Κυβέρνησις αποδίδει ιδιαιτέραν σημασίαν εις το θέμα τούτο και ότι θα καταβληθή πάσα προσπάθεια δια την ταχυτέραν διεκπεραίωσιν των σχετικών διαδικασιών. Τα πορίσματα της επιτροπής θα υποβληθούν εις το αρμόδιον υπουργείον, το οποίον και θα αποφασίση οριστικώς επί του τρόπου εφαρμογής των προτεινομένων μέτρων, λαμβανομένων υπ' όψιν και των δημοσιονομικών δυνατοτήτων της χώρας. — [390, 1485, 557, 1549]
article-body: ΧΑΓΗ, 18.— Εις σχετικήν ανακοίνωσιν τονίζεται ότι αι μέχρι τούδε καταβληθείσαι προσπάθειαι απέδωσαν ικανοποιητικά αποτελέσματα, εκφράζεται δε η ελπίς ότι και κατά το προσεχές διάστημα η πρόοδος θα είναι εξ ίσου σημαντική. Οι ενδιαφερόμενοι δύνανται να υποβάλουν τας αιτήσεις των εις τας κατά τόπους υπηρεσίας, συνοδευομένας υπό των απαιτουμένων δικαιολογητικών, εντός της τασσομένης προθεσμίας, μετά την λήξιν της οποίας ουδεμία αίτησις θα γίνεται δεκτή. — [745, 1856, 857, 1924]
article-body: Τα πορίσματα της επιτροπής θα υποβληθούν εις το αρμόδιον υπουργείον, το οποίον και θα αποφασίση οριστικώς επί του τρόπου εφαρμογής των προτεινομένων μέτρων, λαμβανομένων υπ' όψιν και των δημοσιονομικών δυνατοτήτων της χώρας. Οι ενδιαφερόμενοι δύνανται να υποβάλουν τας αιτήσεις των εις τας κατά τόπους υπηρεσίας, συνοδευομένας υπό των απαιτουμένων δικαιολογητικών, εντός της τασσομένης προθεσμίας, μετά την λήξιν της οποίας ουδεμία αίτησις θα γίνεται δεκτή. — [563, 1041, 730, 1085]
article-body: Τα πορίσματα της επιτροπής θα υποβληθούν εις το αρμόδιον υπουργείον, το οποίον και θα αποφασίση οριστικώς επί του τρόπου εφαρμογής των προτεινομένων μέτρων, λαμβανομένων υπ' όψιν και των δημοσιονομικών δυνατοτήτων της χώρας. Οι ενδιαφερόμενοι δύνανται να υποβάλουν τας αιτήσεις των εις τας κατά τόπους υπηρεσίας, συνοδευομένας υπό των απαιτουμένων δικαιολογητικών, εντός της τασσομένης προθεσμίας, μετά την λήξιν της οποίας ουδεμία αίτησις θα γίνεται δεκτή. Αθήναι 18. — Κατά πληροφορίας εκ του αρμοδίου υπουργείου, αι σχετικαί εργασίαι συνεχίζονται κανονικώς εις τα πλαίσια του καταρτισθέντος προγράμματος, το οποίον προβλέπει την ολοκλήρωσιν των μελετών εντός του τρέχοντος έτους και την έναρξιν των εργασιών κατά το επόμενον. Εξ άλλου, κατά τας αυτάς πληροφορίας, προβλέπεται η σύστασις ειδικής επιτροπής, εις την οποίαν θα μετάσχουν εκπρόσωποι των ενδιαφερομένων φορέων, προς μελέτην των επί μέρους προβλημάτων και υποβολήν προτάσεων προς την Κυβέρνησιν εντός ευλόγου χρονικού διαστήματος. — [563, 374, 730, 469]
headline-metavolai-chorofylakin: ΑΙ ΜΕΤΑΒΟΛΑΙ ΕΙΣ ΤΗΝ ΧΩΡΟΦΥΛΑΚΗΝ — [408, 859, 538, 881]
subhead-pethanen: ΠΕΘΑΝΕΝ ΕΚ ΨΥΞΕΩΣ — [436, 212, 511, 220]
headline-chrimatistirion: ΤΟ ΧΡΗΜΑΤΙΣΤΗΡΙΟΝ ΤΩΝ ΕΜΠΟΡΕΥΜΑΤΩΝ — [47, 1903, 224, 1931]
headline-kalamaria-ivreis: ΑΠΗΣΤΑΤΟΙ ΟΙ ΚΑΤΟΙΚΟΙ ΤΗΣ ΚΑΛΑΜΑΡΙΑΣ ΔΙΑ ΤΑΣ ΥΒΡΕΙΣ ΤΟΥ Κ. Π. ΚΑΝΕΛΛΟΠΟΥΛΟΥ — [402, 1849, 721, 1875]
article-body: ΚΑΜΒΕΡΡΑ, 18.— Τα πορίσματα της επιτροπής θα υποβληθούν εις το αρμόδιον υπουργείον, το οποίον και θα αποφασίση οριστικώς επί του τρόπου εφαρμογής των προτεινομένων μέτρων, λαμβανομένων υπ' όψιν και των δημοσιονομικών δυνατοτήτων της χώρας. Εις σχετικήν ανακοίνωσιν τονίζεται ότι αι μέχρι τούδε καταβληθείσαι προσπάθειαι απέδωσαν ικανοποιητικά αποτελέσματα, εκφράζεται δε η ελπίς ότι και κατά το προσεχές διάστημα η πρόοδος θα είναι εξ ίσου σημαντική. — [745, 1299, 857, 1360]
article-body: ΑΘΗΝΑΙ, 18.— Ο αρμόδιος υφυπουργός, απαντών εις σχετικήν ερώτησιν βουλευτών, ετόνισεν ότι η Κυβέρνησις αποδίδει ιδιαιτέραν σημασίαν εις το θέμα τούτο και ότι θα καταβληθή πάσα προσπάθεια δια την ταχυτέραν διεκπεραίωσιν των σχετικών διαδικασιών. Εξ άλλου, κατά τας αυτάς πληροφορίας, προβλέπεται η σύστασις ειδικής επιτροπής, εις την οποίαν θα μετάσχουν εκπρόσωποι των ενδιαφερομένων φορέων, προς μελέτην των επί μέρους προβλημάτων και υποβολήν προτάσεων προς την Κυβέρνησιν εντός ευλόγου χρονικού διαστήματος. — [267, 1104, 378, 1172]
subhead-rolos-eiva: Ο ΡΟΛΟΣ ΤΗΣ ΕΙΒΑ — [290, 255, 354, 263]
headline-mylonas: Ο Κ. ΜΥΛΩΝΑΣ ΕΔΕΧΘΗ ΞΕΝΟΥΣ ΑΝΤΑΠΟΚΡΙΤΑΣ ΚΑΙ ΑΝΕΠΤΥΞΕ ΤΟ ΚΥΒΕΡΝΗΤΙΚΟΝ ΕΡΓΟΝ — [745, 15, 857, 81]
article-body: Τα πορίσματα της επιτροπής θα υποβληθούν εις το αρμόδιον υπουργείον, το οποίον και θα αποφασίση οριστικώς επί του τρόπου εφαρμογής των προτεινομένων μέτρων, λαμβανομένων υπ' όψιν και των δημοσιονομικών δυνατοτήτων της χώρας. Εις σχετικήν ανακοίνωσιν τονίζεται ότι αι μέχρι τούδε καταβληθείσαι προσπάθειαι απέδωσαν ικανοποιητικά αποτελέσματα, εκφράζεται δε η ελπίς ότι και κατά το προσεχές διάστημα η πρόοδος θα είναι εξ ίσου σημαντική. — [267, 1802, 378, 1864]
article-body: Ο αρμόδιος υφυπουργός, απαντών εις σχετικήν ερώτησιν βουλευτών, ετόνισεν ότι η Κυβέρνησις αποδίδει ιδιαιτέραν σημασίαν εις το θέμα τούτο και ότι θα καταβληθή πάσα προσπάθεια δια την ταχυτέραν διεκπεραίωσιν των σχετικών διαδικασιών. Εις σχετικήν ανακοίνωσιν τονίζεται ότι αι μέχρι τούδε καταβληθείσαι προσπάθειαι απέδωσαν ικανοποιητικά αποτελέσματα, εκφράζεται δε η ελπίς ότι και κατά το προσεχές διάστημα η πρόοδος θα είναι εξ ίσου σημαντική. Οι ενδιαφερόμενοι δύνανται να υποβάλουν τας αιτήσεις των εις τας κατά τόπους υπηρεσίας, συνοδευομένας υπό των απαιτουμένων δικαιολογητικών, εντός της τασσομένης προθεσμίας, μετά την λήξιν της οποίας ουδεμία αίτησις θα γίνεται δεκτή. — [17, 1672, 134, 1766]
headline-trochaia-atychimata: ΕΝΝΕΑ ΤΡΑΥΜΑΤΙΑΙ ΤΡΟΧΑΙΩΝ ΑΤΥΧΗΜΑΤΩΝ ΕΙΣ ΤΗΝ ΘΕΣΣΑΛΟΝΙΚΗΝ ΚΑΙ ΤΑΣ ΑΘΗΝΑΣ — [394, 1687, 728, 1713]
article-body: Οι ενδιαφερόμενοι δύνανται να υποβάλουν τας αιτήσεις των εις τας κατά τόπους υπηρεσίας, συνοδευομένας υπό των απαιτουμένων δικαιολογητικών, εντός της τασσομένης προθεσμίας, μετά την λήξιν της οποίας ουδεμία αίτησις θα γίνεται δεκτή. Αθήναι 18. — Κατά πληροφορίας εκ του αρμοδίου υπουργείου, αι σχετικαί εργασίαι συνεχίζονται κανονικώς εις τα πλαίσια του καταρτισθέντος προγράμματος, το οποίον προβλέπει την ολοκλήρωσιν των μελετών εντός του τρέχοντος έτους και την έναρξιν των εργασιών κατά το επόμενον. — [267, 1963, 378, 2037]
box-line-3: ΕΝΤΟΣ ΤΟΥ 1964 — [32, 135, 119, 146]
headline-teapoka: ΟΥΔΕΜΙΑ ΕΠΕΙΓΕΤΟ ΤΡΟΠΟΠΟΙΗΣΙΣ ΤΟΥ ΚΑΝΟΝΙΣΜΟΥ ΤΟΥ ΤΕΑΠΟΚΑ — [745, 273, 857, 318]
page-masthead — [870, 13, 1164, 45]
headline-plirexousian: ΠΛΗΡΕΞΟΥΣΙΑΝ ΘΕΙΟΣ ΚΑΙ ΑΝΕΨΙΑ ΔΙΑ ΤΗΝ ΕΓΚΑΤΑΛΕΙΨΙΝ ΤΟΥ ΤΕΚΝΟΥ ΤΩΝ — [747, 464, 856, 520]
headline-kefalaiagora: ΚΑΤΑΒΑΛΛΟΝΤΑΙ ΕΝΤΟΝΟΙ ΠΡΟΣΠΑΘΕΙΑΙ ΔΙΑ ΤΗΝ ΔΗΜΙΟΥΡΓΙΑΝ ΚΕΦΑΛΑΙΑΓΟΡΑΣ — [21, 15, 250, 59]
headline-neoi-dieythyntai: ΝΕΟΙ ΔΙΕΥΘΥΝΤΑΙ ΤΟΥ ΕΜΠΟΡΙΚΟΥ ΕΠΙΜΕΛΗΤΗΡΙΟΥ — [272, 2069, 372, 2103]
subhead-omichli: ΠΥΚΝΗ ΟΜΙΧΛΗ ΕΙΣ ΦΛΩΡΙΝΑΝ — [593, 65, 699, 73]
article-body: ΑΘΗΝΑΙ, 18.— Οι ενδιαφερόμενοι δύνανται να υποβάλουν τας αιτήσεις των εις τας κατά τόπους υπηρεσίας, συνοδευομένας υπό των απαιτουμένων δικαιολογητικών, εντός της τασσομένης προθεσμίας, μετά την λήξιν της οποίας ουδεμία αίτησις θα γίνεται δεκτή. Αθήναι 18. — Κατά πληροφορίας εκ του αρμοδίου υπουργείου, αι σχετικαί εργασίαι συνεχίζονται κανονικώς εις τα πλαίσια του καταρτισθέντος προγράμματος, το οποίον προβλέπει την ολοκλήρωσιν των μελετών εντός του τρέχοντος έτους και την έναρξιν των εργασιών κατά το επόμενον. — [870, 1933, 1014, 1988]
headline-graia-nekra: ΓΡΑΙΑ ΕΥΡΕΘΗ ΝΕΚΡΑ ΕΝΤΟΣ ΤΗΣ ΟΙΚΙΑΣ ΤΗΣ — [22, 998, 128, 1032]
corner-mark: ΛΙΖ — [2, 1179, 13, 1187]
box-metanasteusis — [17, 102, 134, 153]
article-body: ΗΝΩΜΕΝΑ ΕΘΝΗ, 18.— Τα πορίσματα της επιτροπής θα υποβληθούν εις το αρμόδιον υπουργείον, το οποίον και θα αποφασίση οριστικώς επί του τρόπου εφαρμογής των προτεινομένων μέτρων, λαμβανομένων υπ' όψιν και των δημοσιονομικών δυνατοτήτων της χώρας. Οι ενδιαφερόμενοι δύνανται να υποβάλουν τας αιτήσεις των εις τας κατά τόπους υπηρεσίας, συνοδευομένας υπό των απαιτουμένων δικαιολογητικών, εντός της τασσομένης προθεσμίας, μετά την λήξιν της οποίας ουδεμία αίτησις θα γίνεται δεκτή. — [870, 1552, 1014, 1601]
headline-vulgariki-ekklisia: ΝΕΟΥΣ ΑΓΙΟΥΣ ΑΝΕΚΗΡΥΞΕΝ Η ΒΟΥΛΓΑΡΙΚΗ ΕΚΚΛΗΣΙΑ — ΕΠΕΤΡΑΠΗ Η ΒΑΠΤΙΣΙΣ ΒΡΕΦΟΥΣ ΜΕ ΞΕΝΙΚΟΝ ΟΝΟΜΑ — [565, 960, 727, 1033]
headline-afrikaniki-diaskepsis: ΣΥΝΗΛΘΕ ΕΚ ΝΕΟΥ Η ΑΦΡΙΚΑΝΙΚΗ ΔΙΑΣΚΕΨΙΣ ΠΡΟΣ ΕΞΕΤΑΣΙΝ ΤΗΣ ΔΙΑΦΟΡΑΣ ΜΕΤΑΞΥ ΤΟΥ ΜΑΡΟΚΟΥ ΚΑΙ ΤΗΣ ΑΛΓΕΡΙΑΣ — [875, 1094, 1159, 1134]
article-body: Εις σχετικήν ανακοίνωσιν τονίζεται ότι αι μέχρι τούδε καταβληθείσαι προσπάθειαι απέδωσαν ικανοποιητικά αποτελέσματα, εκφράζεται δε η ελπίς ότι και κατά το προσεχές διάστημα η πρόοδος θα είναι εξ ίσου σημαντική. Οι ενδιαφερόμενοι δύνανται να υποβάλουν τας αιτήσεις των εις τας κατά τόπους υπηρεσίας, συνοδευομένας υπό των απαιτουμένων δικαιολογητικών, εντός της τασσομένης προθεσμίας, μετά την λήξιν της οποίας ουδεμία αίτησις θα γίνεται δεκτή. — [1019, 2277, 1163, 2326]
headline-grippi-ioannina: ΚΡΟΥΣΜΑΤΑ ΓΡΙΠΠΗΣ ΒΑΡΕΙΑΣ ΜΟΡΦΗΣ ΕΙΣ ΤΑ ΙΩΑΝΝΙΝΑ — [272, 1910, 373, 1954]
headline-pyravloi-syria: ΠΛΗΡΟΦΟΡΙΑΣ ΠΕΡΙ ΤΩΝ ΡΩΣΣΙΚΩΝ ΠΥΡΑΥΛΩΝ ΤΩΝ ΠΑΡΑΧΩΡΗΘΕΝΤΩΝ ΠΡΟΣ ΤΗΝ ΣΥΡΙΑΝ ΣΥΝΕΚΕΝΤΡΩΣΕ Ο ΑΜΕΡΙΚΑΝΟΣ ΔΙΠΛΩΜΑΤΗΣ — [875, 556, 1159, 609]
article-body: ΔΑΜΑΣΚΟΣ, 18.— Τα πορίσματα της επιτροπής θα υποβληθούν εις το αρμόδιον υπουργείον, το οποίον και θα αποφασίση οριστικώς επί του τρόπου εφαρμογής των προτεινομένων μέτρων, λαμβανομένων υπ' όψιν και των δημοσιονομικών δυνατοτήτων της χώρας. Οι ενδιαφερόμενοι δύνανται να υποβάλουν τας αιτήσεις των εις τας κατά τόπους υπηρεσίας, συνοδευομένας υπό των απαιτουμένων δικαιολογητικών, εντός της τασσομένης προθεσμίας, μετά την λήξιν της οποίας ουδεμία αίτησις θα γίνεται δεκτή. — [870, 618, 1014, 667]
article-body: Ο αρμόδιος υφυπουργός, απαντών εις σχετικήν ερώτησιν βουλευτών, ετόνισεν ότι η Κυβέρνησις αποδίδει ιδιαιτέραν σημασίαν εις το θέμα τούτο και ότι θα καταβληθή πάσα προσπάθεια δια την ταχυτέραν διεκπεραίωσιν των σχετικών διαδικασιών. Εξ άλλου, κατά τας αυτάς πληροφορίας, προβλέπεται η σύστασις ειδικής επιτροπής, εις την οποίαν θα μετάσχουν εκπρόσωποι των ενδιαφερομένων φορέων, προς μελέτην των επί μέρους προβλημάτων και υποβολήν προτάσεων προς την Κυβέρνησιν εντός ευλόγου χρονικού διαστήματος. Αθήναι 18. — Κατά πληροφορίας εκ του αρμοδίου υπουργείου, αι σχετικαί εργασίαι συνεχίζονται κανονικώς εις τα πλαίσια του καταρτισθέντος προγράμματος, το οποίον προβλέπει την ολοκλήρωσιν των μελετών εντός του τρέχοντος έτους και την έναρξιν των εργασιών κατά το επόμενον. Εις σχετικήν ανακοίνωσιν τονίζεται ότι αι μέχρι τούδε καταβληθείσαι προσπάθειαι απέδωσαν ικανοποιητικά αποτελέσματα, εκφράζεται δε η ελπίς ότι και κατά το προσεχές διάστημα η πρόοδος θα είναι εξ ίσου σημαντική. Οι ενδιαφερόμενοι δύνανται να υποβάλουν τας αιτήσεις των εις τας κατά τόπους υπηρεσίας, συνοδευομένας υπό των απαιτουμένων δικαιολογητικών, εντός της τασσομένης προθεσμίας, μετά την λήξιν της οποίας ουδεμία αίτησις θα γίνεται δεκτή. — [138, 99, 255, 269]
article-body: ΑΘΗΝΑΙ, 18.— Αθήναι 18. — Κατά πληροφορίας εκ του αρμοδίου υπουργείου, αι σχετικαί εργασίαι συνεχίζονται κανονικώς εις τα πλαίσια του καταρτισθέντος προγράμματος, το οποίον προβλέπει την ολοκλήρωσιν των μελετών εντός του τρέχοντος έτους και την έναρξιν των εργασιών κατά το επόμενον. Εξ άλλου, κατά τας αυτάς πληροφορίας, προβλέπεται η σύστασις ειδικής επιτροπής, εις την οποίαν θα μετάσχουν εκπρόσωποι των ενδιαφερομένων φορέων, προς μελέτην των επί μέρους προβλημάτων και υποβολήν προτάσεων προς την Κυβέρνησιν εντός ευλόγου χρονικού διαστήματος. Εις σχετικήν ανακοίνωσιν τονίζεται ότι αι μέχρι τούδε καταβληθείσαι προσπάθειαι απέδωσαν ικανοποιητικά αποτελέσματα, εκφράζεται δε η ελπίς ότι και κατά το προσεχές διάστημα η πρόοδος θα είναι εξ ίσου σημαντική. Ο αρμόδιος υφυπουργός, απαντών εις σχετικήν ερώτησιν βουλευτών, ετόνισεν ότι η Κυβέρνησις αποδίδει ιδιαιτέραν σημασίαν εις το θέμα τούτο και ότι θα καταβληθή πάσα προσπάθεια δια την ταχυτέραν διεκπεραίωσιν των σχετικών διαδικασιών. — [17, 1351, 134, 1488]
article-body: ΑΘΗΝΑΙ, 18.— Αθήναι 18. — Κατά πληροφορίας εκ του αρμοδίου υπουργείου, αι σχετικαί εργασίαι συνεχίζονται κανονικώς εις τα πλαίσια του καταρτισθέντος προγράμματος, το οποίον προβλέπει την ολοκλήρωσιν των μελετών εντός του τρέχοντος έτους και την έναρξιν των εργασιών κατά το επόμενον. Ο αρμόδιος υφυπουργός, απαντών εις σχετικήν ερώτησιν βουλευτών, ετόνισεν ότι η Κυβέρνησις αποδίδει ιδιαιτέραν σημασίαν εις το θέμα τούτο και ότι θα καταβληθή πάσα προσπάθεια δια την ταχυτέραν διεκπεραίωσιν των σχετικών διαδικασιών. Εξ άλλου, κατά τας αυτάς πληροφορίας, προβλέπεται η σύστασις ειδικής επιτροπής, εις την οποίαν θα μετάσχουν εκπρόσωποι των ενδιαφερομένων φορέων, προς μελέτην των επί μέρους προβλημάτων και υποβολήν προτάσεων προς την Κυβέρνησιν εντός ευλόγου χρονικού διαστήματος. — [745, 89, 857, 195]
article-body: Εις σχετικήν ανακοίνωσιν τονίζεται ότι αι μέχρι τούδε καταβληθείσαι προσπάθειαι απέδωσαν ικανοποιητικά αποτελέσματα, εκφράζεται δε η ελπίς ότι και κατά το προσεχές διάστημα η πρόοδος θα είναι εξ ίσου σημαντική. Οι ενδιαφερόμενοι δύνανται να υποβάλουν τας αιτήσεις των εις τας κατά τόπους υπηρεσίας, συνοδευομένας υπό των απαιτουμένων δικαιολογητικών, εντός της τασσομένης προθεσμίας, μετά την λήξιν της οποίας ουδεμία αίτησις θα γίνεται δεκτή. — [563, 169, 730, 212]
headline-episkeptron: Η ΧΡΗΣΙΜΟΠΟΙΗΣΙΣ ΕΠΙΣΚΕΠΤΡΩΝ ΑΔΕΛΦΩΝ ΕΙΣ ΤΑΣ ΒΙΟΜΗΧΑΝΙΑΣ — [20, 798, 131, 843]
headline-dasmologiki: ΔΑΣΜΟΛΟΓΙΚΗ ΑΠΑΛΛΑΓΗ ΔΙΑ ΤΑ ΕΙΣΑΓΟΜΕΝΑ ΧΑΡΤΟΚΙΒΩΤΙΑ — [23, 633, 127, 678]
article-body: Εξ άλλου, κατά τας αυτάς πληροφορίας, προβλέπεται η σύστασις ειδικής επιτροπής, εις την οποίαν θα μετάσχουν εκπρόσωποι των ενδιαφερομένων φορέων, προς μελέτην των επί μέρους προβλημάτων και υποβολήν προτάσεων προς την Κυβέρνησιν εντός ευλόγου χρονικού διαστήματος. — [390, 221, 557, 245]
headline-vasileus-ioannina: Ο ΒΑΣΙΛΕΥΣ ΘΑ ΜΕΤΑΒΗ ΕΙΣ ΤΑ ΙΩΑΝΝΙΝΑ — [32, 453, 119, 487]
article-body: ΑΘΗΝΑΙ, 18.— Αθήναι 18. — Κατά πληροφορίας εκ του αρμοδίου υπουργείου, αι σχετικαί εργασίαι συνεχίζονται κανονικώς εις τα πλαίσια του καταρτισθέντος προγράμματος, το οποίον προβλέπει την ολοκλήρωσιν των μελετών εντός του τρέχοντος έτους και την έναρξιν των εργασιών κατά το επόμενον. Εξ άλλου, κατά τας αυτάς πληροφορίας, προβλέπεται η σύστασις ειδικής επιτροπής, εις την οποίαν θα μετάσχουν εκπρόσωποι των ενδιαφερομένων φορέων, προς μελέτην των επί μέρους προβλημάτων και υποβολήν προτάσεων προς την Κυβέρνησιν εντός ευλόγου χρονικού διαστήματος. Εις σχετικήν ανακοίνωσιν τονίζεται ότι αι μέχρι τούδε καταβληθείσαι προσπάθειαι απέδωσαν ικανοποιητικά αποτελέσματα, εκφράζεται δε η ελπίς ότι και κατά το προσεχές διάστημα η πρόοδος θα είναι εξ ίσου σημαντική. Ο αρμόδιος υφυπουργός, απαντών εις σχετικήν ερώτησιν βουλευτών, ετόνισεν ότι η Κυβέρνησις αποδίδει ιδιαιτέραν σημασίαν εις το θέμα τούτο και ότι θα καταβληθή πάσα προσπάθεια δια την ταχυτέραν διεκπεραίωσιν των σχετικών διαδικασιών. — [390, 374, 557, 469]
headline-kairos: ΑΣΤΑΤΟΣ ΠΡΟΒΛΕΠΕΤΑΙ ΣΗΜΕΡΟΝ Ο ΚΑΙΡΟΣ — ΧΩΡΙΚΗ ΑΠΕΘΑΝΕΝ ΕΚ ΨΥΞΕΩΣ ΕΝΤΟΣ ΑΓΡΟΥ — ΠΥΚΝΟΤΑΤΗ ΟΜΙΧΛΗ ΕΚΑΛΥΨΕ ΤΗΝ ΦΛΩΡΙΝΑΝ — [400, 15, 723, 55]
headline-syskepsis-filipres: ΑΥΡΙΟΝ Η ΣΥΣΚΕΨΙΣ ΔΙΑ ΤΗΝ ΚΑΤΑΡΓΗΣΙΝ ΤΩΝ "ΦΙΛΙΠΡΕΣ" — [270, 1419, 375, 1464]
article-body: ΚΑΡΑΤΣΙ, 18.— Εξ άλλου, κατά τας αυτάς πληροφορίας, προβλέπεται η σύστασις ειδικής επιτροπής, εις την οποίαν θα μετάσχουν εκπρόσωποι των ενδιαφερομένων φορέων, προς μελέτην των επί μέρους προβλημάτων και υποβολήν προτάσεων προς την Κυβέρνησιν εντός ευλόγου χρονικού διαστήματος. Τα πορίσματα της επιτροπής θα υποβληθούν εις το αρμόδιον υπουργείον, το οποίον και θα αποφασίση οριστικώς επί του τρόπου εφαρμογής των προτεινομένων μέτρων, λαμβανομένων υπ' όψιν και των δημοσιονομικών δυνατοτήτων της χώρας. — [745, 1661, 857, 1729]
headline-diapsevdetai: ΔΙΑΨΕΥΔΕΤΑΙ ΥΠΟ ΤΩΝ ΕΚΚΛΗΣΙΑΣΤΙΚΩΝ ΚΥΚΛΩΝ ΟΤΙ ΣΥΝΕΤΑΓΗ Ο ΚΑΤΑΛΟΓΟΣ ΤΩΝ ΕΚΛΟΓΙΜΩΝ ΔΙΑ ΤΗΝ ΠΛΗΡΩΣΙΝ ΤΩΝ ΜΗΤΡΟΠΟΛΙΤΙΚΩΝ ΕΔΡΩΝ — [564, 655, 729, 740]
headline-dollarion: ΤΟ ΔΟΛΛΑΡΙΟΝ ΠΑΡΑΜΕΝΕΙ ΝΟΜΙΣΜΑ ΠΑΝΙΣΧΥΡΟΝ ΤΟΝΙΖΕΙ Ο Κ. ΝΤΙΛΛΟΝ — [758, 1016, 844, 1083]
article-body: Ο αρμόδιος υφυπουργός, απαντών εις σχετικήν ερώτησιν βουλευτών, ετόνισεν ότι η Κυβέρνησις αποδίδει ιδιαιτέραν σημασίαν εις το θέμα τούτο και ότι θα καταβληθή πάσα προσπάθεια δια την ταχυτέραν διεκπεραίωσιν των σχετικών διαδικασιών. Εις σχετικήν ανακοίνωσιν τονίζεται ότι αι μέχρι τούδε καταβληθείσαι προσπάθειαι απέδωσαν ικανοποιητικά αποτελέσματα, εκφράζεται δε η ελπίς ότι και κατά το προσεχές διάστημα η πρόοδος θα είναι εξ ίσου σημαντική. — [390, 1721, 557, 1765]
article-body: Αθήναι 18. — Κατά πληροφορίας εκ του αρμοδίου υπουργείου, αι σχετικαί εργασίαι συνεχίζονται κανονικώς εις τα πλαίσια του καταρτισθέντος προγράμματος, το οποίον προβλέπει την ολοκλήρωσιν των μελετών εντός του τρέχοντος έτους και την έναρξιν των εργασιών κατά το επόμενον. Τα πορίσματα της επιτροπής θα υποβληθούν εις το αρμόδιον υπουργείον, το οποίον και θα αποφασίση οριστικώς επί του τρόπου εφαρμογής των προτεινομένων μέτρων, λαμβανομένων υπ' όψιν και των δημοσιονομικών δυνατοτήτων της χώρας. Εξ άλλου, κατά τας αυτάς πληροφορίας, προβλέπεται η σύστασις ειδικής επιτροπής, εις την οποίαν θα μετάσχουν εκπρόσωποι των ενδιαφερομένων φορέων, προς μελέτην των επί μέρους προβλημάτων και υποβολήν προτάσεων προς την Κυβέρνησιν εντός ευλόγου χρονικού διαστήματος. — [138, 1672, 255, 1778]
headline-siton-australia: ΔΩΡΕΑΝ ΣΙΤΟΝ ΖΗΤΕΙ Η ΑΥΣΤΡΑΛΙΑ ΕΙΣ ΤΑΣ ΙΝΔΙΑΣ — [745, 1257, 857, 1290]
headline-papazarou-limenas: Ο ΠΑΠΑΖΑΡΟΥ ΕΞΑΙΡΕΙ ΤΗΝ ΜΕΓΑΛΗΝ ΣΗΜΑΣΙΑΝ ΤΗΝ ΠΡΟΦΑΣΕΩΣ ΔΙΑ ΤΟΝ ΛΙΜΕΝΑ ΤΗΣ ΘΕΣΣΑΛΟΝΙΚΗΣ ΚΑΙ ΤΗΝ ΤΟΥΡΙΣΤΙΚΗΝ ΑΝΑΠΤΥΞΙΝ ΤΗΣ ΒΟΡ. ΕΛΛΑΔΟΣ — [18, 1099, 254, 1161]
headline-nomoschedion-perithalpsis: ΚΑΤΑΤΙΘΕΤΑΙ ΕΙΣ ΤΗΝ ΒΟΥΛΗΝ ΝΟΜΟΣΧΕΔΙΟΝ ΠΕΡΙ ΠΕΡΙΘΑΛΨΕΩΣ ΤΩΝ ΔΗΜΟΣΙΩΝ ΥΠΑΛΛΗΛΩΝ — [882, 1885, 1152, 1925]
article-body: ΑΔΔΙΣ ΑΜΠΕΜΠΑ, 18.— Ο αρμόδιος υφυπουργός, απαντών εις σχετικήν ερώτησιν βουλευτών, ετόνισεν ότι η Κυβέρνησις αποδίδει ιδιαιτέραν σημασίαν εις το θέμα τούτο και ότι θα καταβληθή πάσα προσπάθεια δια την ταχυτέραν διεκπεραίωσιν των σχετικών διαδικασιών. Εις σχετικήν ανακοίνωσιν τονίζεται ότι αι μέχρι τούδε καταβληθείσαι προσπάθειαι απέδωσαν ικανοποιητικά αποτελέσματα, εκφράζεται δε η ελπίς ότι και κατά το προσεχές διάστημα η πρόοδος θα είναι εξ ίσου σημαντική. — [870, 1142, 1014, 1197]
article-body: ΑΘΗΝΑΙ, 18.— Αθήναι 18. — Κατά πληροφορίας εκ του αρμοδίου υπουργείου, αι σχετικαί εργασίαι συνεχίζονται κανονικώς εις τα πλαίσια του καταρτισθέντος προγράμματος, το οποίον προβλέπει την ολοκλήρωσιν των μελετών εντός του τρέχοντος έτους και την έναρξιν των εργασιών κατά το επόμενον. Ο αρμόδιος υφυπουργός, απαντών εις σχετικήν ερώτησιν βουλευτών, ετόνισεν ότι η Κυβέρνησις αποδίδει ιδιαιτέραν σημασίαν εις το θέμα τούτο και ότι θα καταβληθή πάσα προσπάθεια δια την ταχυτέραν διεκπεραίωσιν των σχετικών διαδικασιών. Εξ άλλου, κατά τας αυτάς πληροφορίας, προβλέπεται η σύστασις ειδικής επιτροπής, εις την οποίαν θα μετάσχουν εκπρόσωποι των ενδιαφερομένων φορέων, προς μελέτην των επί μέρους προβλημάτων και υποβολήν προτάσεων προς την Κυβέρνησιν εντός ευλόγου χρονικού διαστήματος. Τα πορίσματα της επιτροπής θα υποβληθούν εις το αρμόδιον υπουργείον, το οποίον και θα αποφασίση οριστικώς επί του τρόπου εφαρμογής των προτεινομένων μέτρων, λαμβανομένων υπ' όψιν και των δημοσιονομικών δυνατοτήτων της χώρας. Εις σχετικήν ανακοίνωσιν τονίζεται ότι αι μέχρι τούδε καταβληθείσαι προσπάθειαι απέδωσαν ικανοποιητικά αποτελέσματα, εκφράζεται δε η ελπίς ότι και κατά το προσεχές διάστημα η πρόοδος θα είναι εξ ίσου σημαντική. Οι ενδιαφερόμενοι δύνανται να υποβάλουν τας αιτήσεις των εις τας κατά τόπους υπηρεσίας, συνοδευομένας υπό των απαιτουμένων δικαιολογητικών, εντός της τασσομένης προθεσμίας, μετά την λήξιν της οποίας ουδεμία αίτησις θα γίνεται δεκτή. — [138, 632, 255, 833]
article-body: Οι ενδιαφερόμενοι δύνανται να υποβάλουν τας αιτήσεις των εις τας κατά τόπους υπηρεσίας, συνοδευομένας υπό των απαιτουμένων δικαιολογητικών, εντός της τασσομένης προθεσμίας, μετά την λήξιν της οποίας ουδεμία αίτησις θα γίνεται δεκτή. Αθήναι 18. — Κατά πληροφορίας εκ του αρμοδίου υπουργείου, αι σχετικαί εργασίαι συνεχίζονται κανονικώς εις τα πλαίσια του καταρτισθέντος προγράμματος, το οποίον προβλέπει την ολοκλήρωσιν των μελετών εντός του τρέχοντος έτους και την έναρξιν των εργασιών κατά το επόμενον. — [267, 915, 378, 989]
headline-antikarkinikon-institouton: ΙΔΡΥΕΤΑΙ ΔΙΕΘΝΕΣ ΑΝΤΙΚΑΡΚΙΝΙΚΟΝ ΙΝΣΤΙΤΟΥΤΟΝ ΜΕ ΤΗΝ ΣΥΜΜΕΤΟΧΗΝ ΕΚΠΡΟΣΩΠΩΝ ΔΩΔΕΚΑ ΧΩΡΩΝ — [894, 1299, 1140, 1339]
article-body: Τα πορίσματα της επιτροπής θα υποβληθούν εις το αρμόδιον υπουργείον, το οποίον και θα αποφασίση οριστικώς επί του τρόπου εφαρμογής των προτεινομένων μέτρων, λαμβανομένων υπ' όψιν και των δημοσιονομικών δυνατοτήτων της χώρας. Εις σχετικήν ανακοίνωσιν τονίζεται ότι αι μέχρι τούδε καταβληθείσαι προσπάθειαι απέδωσαν ικανοποιητικά αποτελέσματα, εκφράζεται δε η ελπίς ότι και κατά το προσεχές διάστημα η πρόοδος θα είναι εξ ίσου σημαντική. — [745, 326, 857, 388]
article-body: Εις σχετικήν ανακοίνωσιν τονίζεται ότι αι μέχρι τούδε καταβληθείσαι προσπάθειαι απέδωσαν ικανοποιητικά αποτελέσματα, εκφράζεται δε η ελπίς ότι και κατά το προσεχές διάστημα η πρόοδος θα είναι εξ ίσου σημαντική. Αθήναι 18. — Κατά πληροφορίας εκ του αρμοδίου υπουργείου, αι σχετικαί εργασίαι συνεχίζονται κανονικώς εις τα πλαίσια του καταρτισθέντος προγράμματος, το οποίον προβλέπει την ολοκλήρωσιν των μελετών εντός του τρέχοντος έτους και την έναρξιν των εργασιών κατά το επόμενον. Ο αρμόδιος υφυπουργός, απαντών εις σχετικήν ερώτησιν βουλευτών, ετόνισεν ότι η Κυβέρνησις αποδίδει ιδιαιτέραν σημασίαν εις το θέμα τούτο και ότι θα καταβληθή πάσα προσπάθεια δια την ταχυτέραν διεκπεραίωσιν των σχετικών διαδικασιών. — [17, 851, 134, 951]
column-5 — [863, 13, 1170, 2389]
brief-body: Εξ άλλου, κατά τας αυτάς πληροφορίας, προβλέπεται η σύστασις ειδικής επιτροπής, εις την οποίαν θα μετάσχουν εκπρόσωποι των ενδιαφερομένων φορέων, προς μελέτην των επί μέρους προβλημάτων και υποβολήν προτάσεων προς την Κυβέρνησιν εντός ευλόγου χρονικού διαστήματος. Οι ενδιαφερόμενοι δύνανται να υποβάλουν τας αιτήσεις των εις τας κατά τόπους υπηρεσίας, συνοδευομένας υπό των απαιτουμένων δικαιολογητικών, εντός της τασσομένης προθεσμίας, μετά την λήξιν της οποίας ουδεμία αίτησις θα γίνεται δεκτή. — [622, 2046, 733, 2121]
headline-vougirakis: Ο Κ. ΒΟΥΓΙΡΑΚΗΣ ΘΑ ΟΜΙΛΗΣΗ ΣΗΜΕΡΟΝ ΕΙΣ ΑΣΠΟΜΑΤΙΚΟΥΣ ΤΗΣ ΧΟΡΟΦΥΛΑΚΗΣ — [272, 15, 372, 81]
page-tag: Σελίς 7 — [1051, 16, 1165, 43]
subhead-eis-tas-athinas: ΕΙΣ ΤΑΣ ΑΘΗΝΑΣ — [445, 788, 502, 796]
headline-kinisis-ergatikon: Η ΚΙΝΗΣΙΣ ΤΩΝ ΕΡΓΑΤΙΚΩΝ ΟΡΓΑΝΩΣΕΩΝ — [45, 1637, 226, 1665]
subhead-paratirisis: ΑΙ ΠΑΡΑΤΗΡΗΣΕΙΣ — [910, 1860, 973, 1868]
headline-bonn-pyrinika: Ο ΜΠΟΝΝ ΥΠΟΣΤΗΡΙΖΕΙ ΟΤΙ ΔΕΝ ΕΝΔΙΑΦΕΡΕΤΑΙ ΠΡΟΣ ΑΠΟΚΤΗΣΙΝ ΠΥΡΗΝΙΚΩΝ ΟΠΛΟΣΤΑΣΙΩΝ — [906, 2229, 1128, 2269]
headline-epimelitirio-paraitiseis: ΥΠΕΒΑΛΟΝ ΤΑΣ ΠΑΡΑΙΤΗΣΕΙΣ ΤΩΝ ΕΙΣ ΤΟΝ Κ. ΓΚΛΑΒΑΝΗΝ ΤΑ ΜΕΛΗ ΤΗΣ ΔΙΟΙΚΗΣΕΩΣ ΤΟΥ ΕΠΙΜΕΛΗΤΗΡΙΟΥ ΑΘΗΝΩΝ ΜΗ ΔΕΧΟΜΕΝΑ ΣΥΝΕΡΓΑΣΙΑΝ ΜΕ ΤΟΝ ΑΝΤΙΠΡΟΕΔΡΟΝ — [873, 54, 1161, 120]
article-body: ΟΥΑΣΙΓΚΤΩΝ, 18.— Εξ άλλου, κατά τας αυτάς πληροφορίας, προβλέπεται η σύστασις ειδικής επιτροπής, εις την οποίαν θα μετάσχουν εκπρόσωποι των ενδιαφερομένων φορέων, προς μελέτην των επί μέρους προβλημάτων και υποβολήν προτάσεων προς την Κυβέρνησιν εντός ευλόγου χρονικού διαστήματος. Τα πορίσματα της επιτροπής θα υποβληθούν εις το αρμόδιον υπουργείον, το οποίον και θα αποφασίση οριστικώς επί του τρόπου εφαρμογής των προτεινομένων μέτρων, λαμβανομένων υπ' όψιν και των δημοσιονομικών δυνατοτήτων της χώρας. — [745, 745, 857, 813]
article-body: Τα πορίσματα της επιτροπής θα υποβληθούν εις το αρμόδιον υπουργείον, το οποίον και θα αποφασίση οριστικώς επί του τρόπου εφαρμογής των προτεινομένων μέτρων, λαμβανομένων υπ' όψιν και των δημοσιονομικών δυνατοτήτων της χώρας. — [267, 264, 378, 294]
article-body: Ο αρμόδιος υφυπουργός, απαντών εις σχετικήν ερώτησιν βουλευτών, ετόνισεν ότι η Κυβέρνησις αποδίδει ιδιαιτέραν σημασίαν εις το θέμα τούτο και ότι θα καταβληθή πάσα προσπάθεια δια την ταχυτέραν διεκπεραίωσιν των σχετικών διαδικασιών. Αγγλίας 308.25—307.90 Ιταλίας 245.00—245.50 Γαλλίας 235.00—236.00 Τουρκίας 247.00—248.00 — [390, 697, 557, 786]
article-body: Εις σχετικήν ανακοίνωσιν τονίζεται ότι αι μέχρι τούδε καταβληθείσαι προσπάθειαι απέδωσαν ικανοποιητικά αποτελέσματα, εκφράζεται δε η ελπίς ότι και κατά το προσεχές διάστημα η πρόοδος θα είναι εξ ίσου σημαντική. Ο αρμόδιος υφυπουργός, απαντών εις σχετικήν ερώτησιν βουλευτών, ετόνισεν ότι η Κυβέρνησις αποδίδει ιδιαιτέραν σημασίαν εις το θέμα τούτο και ότι θα καταβληθή πάσα προσπάθεια δια την ταχυτέραν διεκπεραίωσιν των σχετικών διαδικασιών. — [563, 1212, 730, 1256]
column-2 — [260, 13, 383, 2260]
article-body: Οι ενδιαφερόμενοι δύνανται να υποβάλουν τας αιτήσεις των εις τας κατά τόπους υπηρεσίας, συνοδευομένας υπό των απαιτουμένων δικαιολογητικών, εντός της τασσομένης προθεσμίας, μετά την λήξιν της οποίας ουδεμία αίτησις θα γίνεται δεκτή. Αθήναι 18. — Κατά πληροφορίας εκ του αρμοδίου υπουργείου, αι σχετικαί εργασίαι συνεχίζονται κανονικώς εις τα πλαίσια του καταρτισθέντος προγράμματος, το οποίον προβλέπει την ολοκλήρωσιν των μελετών εντός του τρέχοντος έτους και την έναρξιν των εργασιών κατά το επόμενον. Εξ άλλου, κατά τας αυτάς πληροφορίας, προβλέπεται η σύστασις ειδικής επιτροπής, εις την οποίαν θα μετάσχουν εκπρόσωποι των ενδιαφερομένων φορέων, προς μελέτην των επί μέρους προβλημάτων και υποβολήν προτάσεων προς την Κυβέρνησιν εντός ευλόγου χρονικού διαστήματος. — [1019, 826, 1163, 913]
article-body: ΑΘΗΝΑΙ, 18.— Τα πορίσματα της επιτροπής θα υποβληθούν εις το αρμόδιον υπουργείον, το οποίον και θα αποφασίση οριστικώς επί του τρόπου εφαρμογής των προτεινομένων μέτρων, λαμβανομένων υπ' όψιν και των δημοσιονομικών δυνατοτήτων της χώρας. Εις σχετικήν ανακοίνωσιν τονίζεται ότι αι μέχρι τούδε καταβληθείσαι προσπάθειαι απέδωσαν ικανοποιητικά αποτελέσματα, εκφράζεται δε η ελπίς ότι και κατά το προσεχές διάστημα η πρόοδος θα είναι εξ ίσου σημαντική. — [17, 356, 134, 419]
subhead-eis-tas-athinas-2: ΕΙΣ ΤΑΣ ΑΘΗΝΑΣ — [618, 1723, 675, 1731]
market-body: Αθήναι 18. — Κατά πληροφορίας εκ του αρμοδίου υπουργείου, αι σχετικαί εργασίαι συνεχίζονται κανονικώς εις τα πλαίσια του καταρτισθέντος προγράμματος, το οποίον προβλέπει την ολοκλήρωσιν των μελετών εντός του τρέχοντος έτους και την έναρξιν των εργασιών κατά το επόμενον. Τα πορίσματα της επιτροπής θα υποβληθούν εις το αρμόδιον υπουργείον, το οποίον και θα αποφασίση οριστικώς επί του τρόπου εφαρμογής των προτεινομένων μέτρων, λαμβανομένων υπ' όψιν και των δημοσιονομικών δυνατοτήτων της χώρας. Εξ άλλου, κατά τας αυτάς πληροφορίας, προβλέπεται η σύστασις ειδικής επιτροπής, εις την οποίαν θα μετάσχουν εκπρόσωποι των ενδιαφερομένων φορέων, προς μελέτην των επί μέρους προβλημάτων και υποβολήν προτάσεων προς την Κυβέρνησιν εντός ευλόγου χρονικού διαστήματος. Εις σχετικήν ανακοίνωσιν τονίζεται ότι αι μέχρι τούδε καταβληθείσαι προσπάθειαι απέδωσαν ικανοποιητικά αποτελέσματα, εκφράζεται δε η ελπίς ότι και κατά το προσεχές διάστημα η πρόοδος θα είναι εξ ίσου σημαντική. — [138, 1938, 255, 2076]
headline-kasfoi-katigorian: Η ΚΑΣΦΟΙ ΑΝΤΙΣΤΡΕΦΟΥΣΑ ΤΗΝ ΚΑΤΗΓΟΡΙΑΝ ΚΑΤΕΘΕΣΕΝ ΟΤΙ Ο ΜΠΡΑΝΤ ΤΗΝ ΕΔΕΙΡΕΝ ΟΤΑΝ ΤΟΝ ΣΥΝΕΛΑΒΕ ΜΕ ΤΗΝ ΕΡΩΜΕΝΗΝ ΤΟΥ — [870, 765, 1164, 818]
headline-odontiatroi: ΑΠΕΡΓΟΥΝ ΟΙ ΟΔΟΝΤΙΑΤΡΟΙ ΕΙΣ ΤΗΝ ΓΑΛΛΙΑΝ — [751, 864, 851, 898]
article-body: Τα πορίσματα της επιτροπής θα υποβληθούν εις το αρμόδιον υπουργείον, το οποίον και θα αποφασίση οριστικώς επί του τρόπου εφαρμογής των προτεινομένων μέτρων, λαμβανομένων υπ' όψιν και των δημοσιονομικών δυνατοτήτων της χώρας. Οι ενδιαφερόμενοι δύνανται να υποβάλουν τας αιτήσεις των εις τας κατά τόπους υπηρεσίας, συνοδευομένας υπό των απαιτουμένων δικαιολογητικών, εντός της τασσομένης προθεσμίας, μετά την λήξιν της οποίας ουδεμία αίτησις θα γίνεται δεκτή. Αθήναι 18. — Κατά πληροφορίας εκ του αρμοδίου υπουργείου, αι σχετικαί εργασίαι συνεχίζονται κανονικώς εις τα πλαίσια του καταρτισθέντος προγράμματος, το οποίον προβλέπει την ολοκλήρωσιν των μελετών εντός του τρέχοντος έτους και την έναρξιν των εργασιών κατά το επόμενον. Εξ άλλου, κατά τας αυτάς πληροφορίας, προβλέπεται η σύστασις ειδικής επιτροπής, εις την οποίαν θα μετάσχουν εκπρόσωποι των ενδιαφερομένων φορέων, προς μελέτην των επί μέρους προβλημάτων και υποβολήν προτάσεων προς την Κυβέρνησιν εντός ευλόγου χρονικού διαστήματος. — [138, 1351, 255, 1488]
column-4 — [738, 13, 863, 2445]
headline-ollandoi-olympionikai: ΟΛΛΑΝΔΟΙ ΟΛΥΜΠΙΟΝΙΚΑΙ ΚΑΤΗΓΓΕΙΛΑΝ "ΓΥΡΙΣΙΝ" ΤΑΙΝΙΑΝ ΜΕ ΑΘΛΟΥΣ ΤΟΥ ΣΑΜΨΩΝ — [749, 1780, 854, 1847]
article-body: Τα πορίσματα της επιτροπής θα υποβληθούν εις το αρμόδιον υπουργείον, το οποίον και θα αποφασίση οριστικώς επί του τρόπου εφαρμογής των προτεινομένων μέτρων, λαμβανομένων υπ' όψιν και των δημοσιονομικών δυνατοτήτων της χώρας. Εις σχετικήν ανακοίνωσιν τονίζεται ότι αι μέχρι τούδε καταβληθείσαι προσπάθειαι απέδωσαν ικανοποιητικά αποτελέσματα, εκφράζεται δε η ελπίς ότι και κατά το προσεχές διάστημα η πρόοδος θα είναι εξ ίσου σημαντική. — [1019, 1747, 1163, 1796]
headline-asfalistikon-eisforon: ΕΠΕΚΤΑΣΙΝ ΕΠΙΣΤΡΟΦΗΣ ΑΣΦΑΛΙΣΤΙΚΩΝ ΕΙΣΦΟΡΩΝ ΖΗΤΕΙ Η ΕΝΩΣΙΣ ΒΙΟΜΗΧΑΝΩΝ ΚΛΩΣΤΟ-ΥΦΑΝΤΟΥΡΓΩΝ — [391, 1451, 732, 1477]
article-body: ΒΟΝΝΗ, 18.— Εξ άλλου, κατά τας αυτάς πληροφορίας, προβλέπεται η σύστασις ειδικής επιτροπής, εις την οποίαν θα μετάσχουν εκπρόσωποι των ενδιαφερομένων φορέων, προς μελέτην των επί μέρους προβλημάτων και υποβολήν προτάσεων προς την Κυβέρνησιν εντός ευλόγου χρονικού διαστήματος. Ο αρμόδιος υφυπουργός, απαντών εις σχετικήν ερώτησιν βουλευτών, ετόνισεν ότι η Κυβέρνησις αποδίδει ιδιαιτέραν σημασίαν εις το θέμα τούτο και ότι θα καταβληθή πάσα προσπάθεια δια την ταχυτέραν διεκπεραίωσιν των σχετικών διαδικασιών. — [870, 2277, 1014, 2332]
article-body: ΑΘΗΝΑΙ, 18.— Αθήναι 18. — Κατά πληροφορίας εκ του αρμοδίου υπουργείου, αι σχετικαί εργασίαι συνεχίζονται κανονικώς εις τα πλαίσια του καταρτισθέντος προγράμματος, το οποίον προβλέπει την ολοκλήρωσιν των μελετών εντός του τρέχοντος έτους και την έναρξιν των εργασιών κατά το επόμενον. Εξ άλλου, κατά τας αυτάς πληροφορίας, προβλέπεται η σύστασις ειδικής επιτροπής, εις την οποίαν θα μετάσχουν εκπρόσωποι των ενδιαφερομένων φορέων, προς μελέτην των επί μέρους προβλημάτων και υποβολήν προτάσεων προς την Κυβέρνησιν εντός ευλόγου χρονικού διαστήματος. — [267, 580, 378, 659]
headline-atomiki-michani: ΝΕΑ ΥΠΟΠΕΙΟΣ ΜΗΧΑΝΗ ΑΤΟΜΙΚΗ ΕΙΣ ΤΗΝ ΑΜΕΡΙΚΗΝ — [747, 703, 856, 737]
article-body: Οι ενδιαφερόμενοι δύνανται να υποβάλουν τας αιτήσεις των εις τας κατά τόπους υπηρεσίας, συνοδευομένας υπό των απαιτουμένων δικαιολογητικών, εντός της τασσομένης προθεσμίας, μετά την λήξιν της οποίας ουδεμία αίτησις θα γίνεται δεκτή. — [17, 1040, 134, 1070]
article-body: ΑΘΗΝΑΙ, 18.— Εξ άλλου, κατά τας αυτάς πληροφορίας, προβλέπεται η σύστασις ειδικής επιτροπής, εις την οποίαν θα μετάσχουν εκπρόσωποι των ενδιαφερομένων φορέων, προς μελέτην των επί μέρους προβλημάτων και υποβολήν προτάσεων προς την Κυβέρνησιν εντός ευλόγου χρονικού διαστήματος. Εις σχετικήν ανακοίνωσιν τονίζεται ότι αι μέχρι τούδε καταβληθείσαι προσπάθειαι απέδωσαν ικανοποιητικά αποτελέσματα, εκφράζεται δε η ελπίς ότι και κατά το προσεχές διάστημα η πρόοδος θα είναι εξ ίσου σημαντική. Ο αρμόδιος υφυπουργός, απαντών εις σχετικήν ερώτησιν βουλευτών, ετόνισεν ότι η Κυβέρνησις αποδίδει ιδιαιτέραν σημασίαν εις το θέμα τούτο και ότι θα καταβληθή πάσα προσπάθεια δια την ταχυτέραν διεκπεραίωσιν των σχετικών διαδικασιών. — [563, 748, 730, 818]
headline-grammatosima-greko: ΤΑ ΑΝΑΜΝΗΣΤΙΚΑ ΓΡΑΜΜΑΤΟΣΗΜΑ ΔΙΑ ΤΟΝ ΓΚΡΕΚΟ ΘΑ ΤΕΘΟΥΝ ΕΙΣ ΚΥΚΛΟΦΟΡΙΑΝ ΤΗΝ 6ΗΝ ΜΑΡΤΙΟΥ — [396, 1179, 726, 1205]
headline-diorismoi-ptychiouchon: ΔΙΟΡΙΣΜΟΙ ΠΤΥΧΙΟΥΧΩΝ ΤΩΝ ΠΟΛΥΤΕΧΝΙΚΩΝ ΣΧΟΛΩΝ ΩΣ ΤΕΧΝΙΚΩΝ ΥΠΑΛΛΗΛΩΝ ΕΙΣ ΔΗΜΟΣΙΑΣ ΘΕΣΕΙΣ — [45, 1293, 227, 1343]
headline-papandreou-plaza: Η ΣΥΝΟΜΙΛΙΑ ΠΑΠΑΝΔΡΕΟΥ-ΠΛΑΖΑ — [760, 2003, 843, 2036]
article-body: ΑΘΗΝΑΙ, 18.— Οι ενδιαφερόμενοι δύνανται να υποβάλουν τας αιτήσεις των εις τας κατά τόπους υπηρεσίας, συνοδευομένας υπό των απαιτουμένων δικαιολογητικών, εντός της τασσομένης προθεσμίας, μετά την λήξιν της οποίας ουδεμία αίτησις θα γίνεται δεκτή. — [17, 496, 134, 531]
article-body: ΑΘΗΝΑΙ, 18.— Αθήναι 18. — Κατά πληροφορίας εκ του αρμοδίου υπουργείου, αι σχετικαί εργασίαι συνεχίζονται κανονικώς εις τα πλαίσια του καταρτισθέντος προγράμματος, το οποίον προβλέπει την ολοκλήρωσιν των μελετών εντός του τρέχοντος έτους και την έναρξιν των εργασιών κατά το επόμενον. Εξ άλλου, κατά τας αυτάς πληροφορίας, προβλέπεται η σύστασις ειδικής επιτροπής, εις την οποίαν θα μετάσχουν εκπρόσωποι των ενδιαφερομένων φορέων, προς μελέτην των επί μέρους προβλημάτων και υποβολήν προτάσεων προς την Κυβέρνησιν εντός ευλόγου χρονικού διαστήματος. — [390, 1212, 557, 1261]
article-body: ΛΥΩΝ, 18.— Αθήναι 18. — Κατά πληροφορίας εκ του αρμοδίου υπουργείου, αι σχετικαί εργασίαι συνεχίζονται κανονικώς εις τα πλαίσια του καταρτισθέντος προγράμματος, το οποίον προβλέπει την ολοκλήρωσιν των μελετών εντός του τρέχοντος έτους και την έναρξιν των εργασιών κατά το επόμενον. Εξ άλλου, κατά τας αυτάς πληροφορίας, προβλέπεται η σύστασις ειδικής επιτροπής, εις την οποίαν θα μετάσχουν εκπρόσωποι των ενδιαφερομένων φορέων, προς μελέτην των επί μέρους προβλημάτων και υποβολήν προτάσεων προς την Κυβέρνησιν εντός ευλόγου χρονικού διαστήματος. — [870, 1347, 1014, 1408]
page-columns — [11, 13, 1477, 2445]
article-body: Εις σχετικήν ανακοίνωσιν τονίζεται ότι αι μέχρι τούδε καταβληθείσαι προσπάθειαι απέδωσαν ικανοποιητικά αποτελέσματα, εκφράζεται δε η ελπίς ότι και κατά το προσεχές διάστημα η πρόοδος θα είναι εξ ίσου σημαντική. Τα πορίσματα της επιτροπής θα υποβληθούν εις το αρμόδιον υπουργείον, το οποίον και θα αποφασίση οριστικώς επί του τρόπου εφαρμογής των προτεινομένων μέτρων, λαμβανομένων υπ' όψιν και των δημοσιονομικών δυνατοτήτων της χώρας. — [267, 1291, 378, 1353]
article-body: Εις σχετικήν ανακοίνωσιν τονίζεται ότι αι μέχρι τούδε καταβληθείσαι προσπάθειαι απέδωσαν ικανοποιητικά αποτελέσματα, εκφράζεται δε η ελπίς ότι και κατά το προσεχές διάστημα η πρόοδος θα είναι εξ ίσου σημαντική. Οι ενδιαφερόμενοι δύνανται να υποβάλουν τας αιτήσεις των εις τας κατά τόπους υπηρεσίας, συνοδευομένας υπό των απαιτουμένων δικαιολογητικών, εντός της τασσομένης προθεσμίας, μετά την λήξιν της οποίας ουδεμία αίτησις θα γίνεται δεκτή. — [745, 2334, 857, 2402]
headline-ounra: ΠΛΕΟΝ ΤΩΝ 35 ΧΩΡΩΝ—ΜΕΛΩΝ ΤΩΝ ΗΝΩΜΕΝΩΝ ΕΘΝΩΝ ΥΠΕΣΧΕΘΗΣΑΝ ΝΑ ΒΟΗΘΗΣΟΥΝ ΤΟ ΕΡΓΟΝ ΤΗΣ "ΟΥΝΡΑ" — [887, 1503, 1147, 1543]
article-body: ΒΗΡΥΤΟΣ, 18.— Οι ενδιαφερόμενοι δύνανται να υποβάλουν τας αιτήσεις των εις τας κατά τόπους υπηρεσίας, συνοδευομένας υπό των απαιτουμένων δικαιολογητικών, εντός της τασσομένης προθεσμίας, μετά την λήξιν της οποίας ουδεμία αίτησις θα γίνεται δεκτή. Αθήναι 18. — Κατά πληροφορίας εκ του αρμοδίου υπουργείου, αι σχετικαί εργασίαι συνεχίζονται κανονικώς εις τα πλαίσια του καταρτισθέντος προγράμματος, το οποίον προβλέπει την ολοκλήρωσιν των μελετών εντός του τρέχοντος έτους και την έναρξιν των εργασιών κατά το επόμενον. Ο αρμόδιος υφυπουργός, απαντών εις σχετικήν ερώτησιν βουλευτών, ετόνισεν ότι η Κυβέρνησις αποδίδει ιδιαιτέραν σημασίαν εις το θέμα τούτο και ότι θα καταβληθή πάσα προσπάθεια δια την ταχυτέραν διεκπεραίωσιν των σχετικών διαδικασιών. — [745, 1463, 857, 1569]
article-body: ΑΘΗΝΑΙ, 18.— Αθήναι 18. — Κατά πληροφορίας εκ του αρμοδίου υπουργείου, αι σχετικαί εργασίαι συνεχίζονται κανονικώς εις τα πλαίσια του καταρτισθέντος προγράμματος, το οποίον προβλέπει την ολοκλήρωσιν των μελετών εντός του τρέχοντος έτους και την έναρξιν των εργασιών κατά το επόμενον. — [390, 63, 557, 87]
headline-klironomoi: ΑΝΑΖΗΤΟΥΝΤΑΙ ΚΛΗΡΟΝΟΜΟΙ — [756, 2302, 846, 2325]
headline-prothypourgos-syrias: ΑΠΕΒΙΩΣΕΝ Ο ΠΡΩΗΝ ΠΡΩΘΥΠΟΥΡΓΟΣ ΤΗΣ ΣΥΡΙΑΣ — [754, 1410, 848, 1455]
column-3 — [383, 13, 738, 2187]
headline-kinezikon-daneion: ΚΙΝΕΖΙΚΟΝ ΑΤΟΚΟΝ ΔΑΝΕΙΟΝ ΠΡΟΣ ΤΟ ΠΑΚΙΣΤΑΝ — [745, 1619, 857, 1653]
article-body: Εις σχετικήν ανακοίνωσιν τονίζεται ότι αι μέχρι τούδε καταβληθείσαι προσπάθειαι απέδωσαν ικανοποιητικά αποτελέσματα, εκφράζεται δε η ελπίς ότι και κατά το προσεχές διάστημα η πρόοδος θα είναι εξ ίσου σημαντική. Ο αρμόδιος υφυπουργός, απαντών εις σχετικήν ερώτησιν βουλευτών, ετόνισεν ότι η Κυβέρνησις αποδίδει ιδιαιτέραν σημασίαν εις το θέμα τούτο και ότι θα καταβληθή πάσα προσπάθεια δια την ταχυτέραν διεκπεραίωσιν των σχετικών διαδικασιών. — [563, 1883, 730, 1926]
